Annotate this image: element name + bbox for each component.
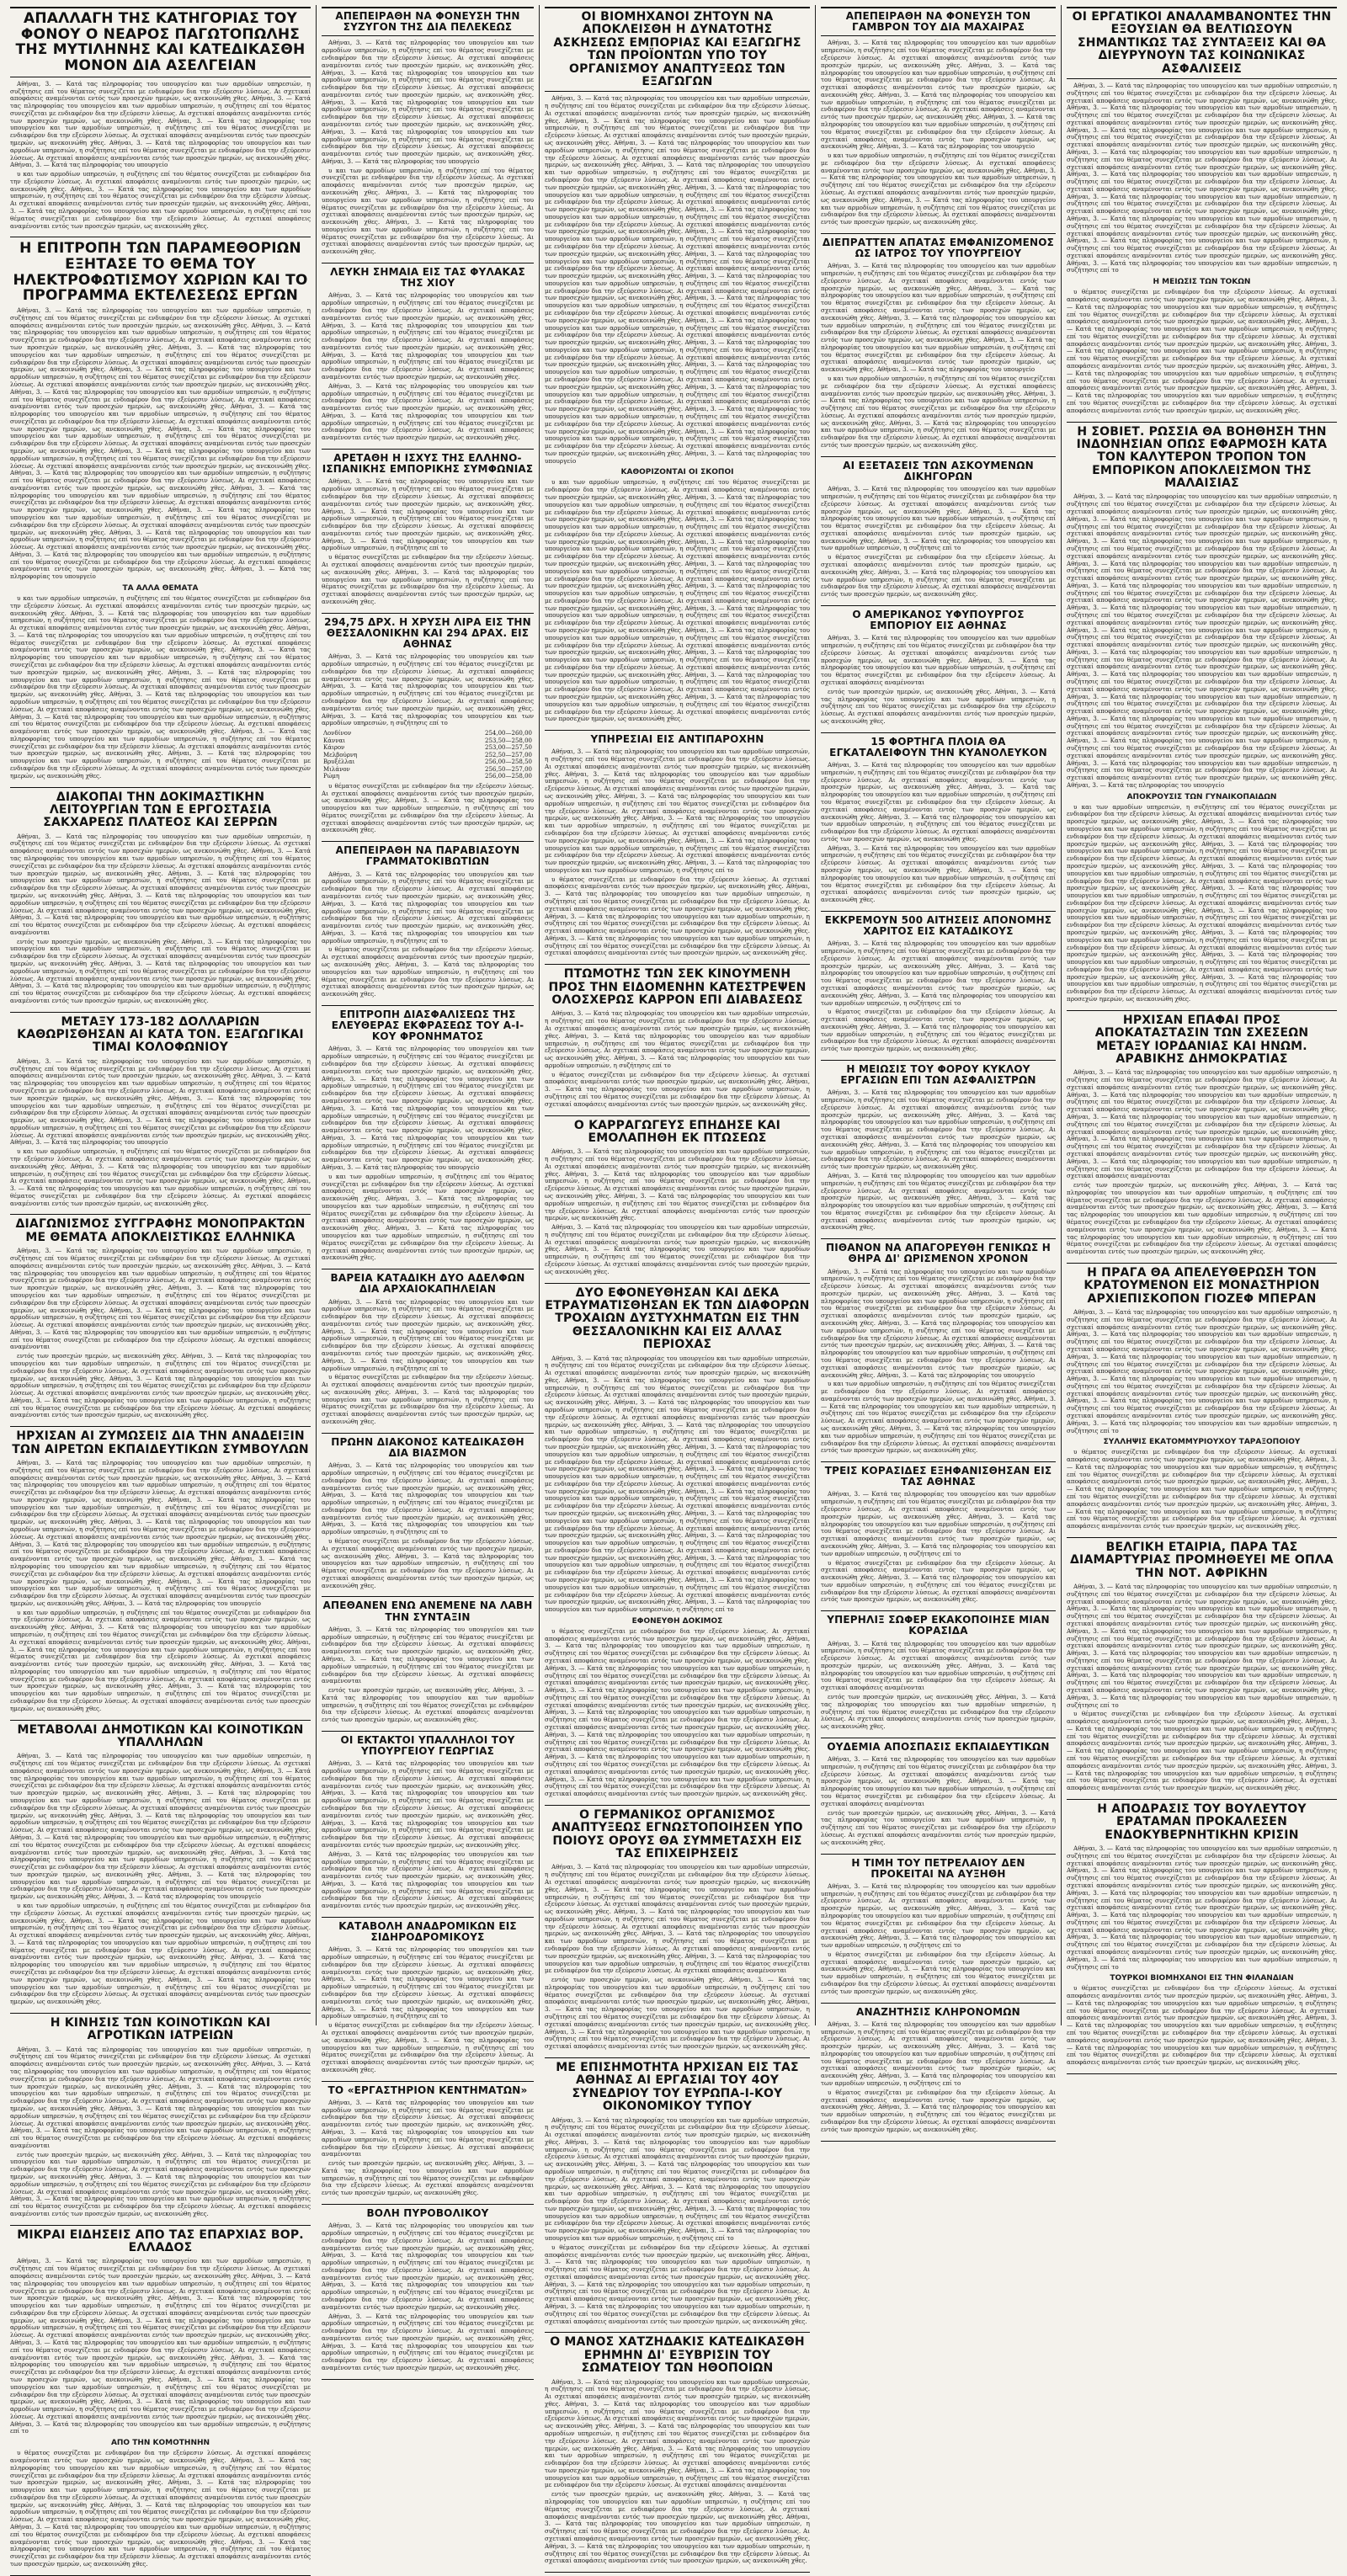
divider [821,732,1056,733]
article [322,1009,534,1262]
divider [821,2141,1056,2142]
article [821,7,1056,226]
article [821,1466,1056,1604]
article-body: Αθήναι, 3. — Κατά τας πληροφορίας του υπουργείου και των αρμοδίων υπηρεσιών, η συζήτησις επί του θέματος συνεχίζεται με ενδιαφέρον δια την εξεύρεσιν λύσεως. Αι σχετικαί αποφάσεις αναμένονται εντός των προσεχών ημερών, ως ανεκοινώθη χθες. Αθήναι, 3. — Κατά τας πληροφορίας του υπουργείου και των αρμοδίων υπηρεσιών, η συζήτησις επί του θέματος συνεχίζεται με ενδιαφέρον δια την εξεύρεσιν λύσεως. Αι σχετικαί αποφάσεις αναμένονται εντός των προσεχών ημερών, ως ανεκοινώθη χθες. Αθήναι, 3. — Κατά τας πληροφορίας του υπουργείου και των αρμοδίων υπηρεσιών, η συζήτησις επί το Λονδίνον 254,00—260,00 Κάνναι 253,50—258,00 Κάιρον 253,00—257,50 Μελβούρνη 252,50—257,00 Βρυξέλλαι 256,00—258,50 Μιλάνον 256,50—257,00 Ρώμη 256,00—258,00 υ θέματος συνεχίζεται με ενδιαφέρον δια την εξεύρεσιν λύσεως. Αι σχετικαί αποφάσεις αναμένονται εντός των προσεχών ημερών, ως ανεκοινώθη χθες. Αθήναι, 3. — Κατά τας πληροφορίας του υπουργείου και των αρμοδίων υπηρεσιών, η συζήτησις επί του θέματος συνεχίζεται με ενδιαφέρον δια την εξεύρεσιν λύσεως. Αι σχετικαί αποφάσεις αναμένονται εντός των προσεχών ημερών, ως ανεκοινώθη χθες. [322,652,534,834]
table-row [322,730,534,737]
divider [10,2013,311,2014]
divider [322,1005,534,1006]
table-row [322,752,534,759]
headline: Ο ΚΑΡΡΑΓΩΓΕΥΣ ΕΠΗΔΗΣΕ ΚΑΙ ΕΜΟΛΑΠΗΘΗ ΕΚ ΠΤΩΣΕΩΣ [573,1118,781,1145]
headline: ΔΥΟ ΕΦΟΝΕΥΘΗΣΑΝ ΚΑΙ ΔΕΚΑ ΕΤΡΑΥΜΑΤΙΣΘΗΣΑΝ ΕΚ ΤΩΝ ΔΙΑΦΟΡΩΝ ΤΡΟΧΑΙΩΝ ΔΥΣΤΥΧΗΜΑΤΩΝ ΕΙΣ ΤΗΝ ΘΕΣΣΑΛΟΝΙΚΗΝ ΚΑΙ ΕΙΣ ΑΛΛΑΣ ΠΕΡΙΟΧΑΣ [545,1285,810,1352]
article [821,1615,1056,1731]
article [322,1735,534,1910]
divider [821,1060,1056,1061]
divider [1067,2073,1337,2074]
headline: ΔΙΕΠΡΑΤΤΕΝ ΑΠΑΤΑΣ ΕΜΦΑΝΙΖΟΜΕΝΟΣ ΩΣ ΙΑΤΡΟΣ ΤΟΥ ΥΠΟΥΡΓΕΙΟΥ [822,236,1055,260]
divider [821,1461,1056,1462]
article [10,7,311,230]
table-row [322,773,534,780]
divider [10,1720,311,1721]
headline: Η ΠΡΑΓΑ ΘΑ ΑΠΕΛΕΥΘΕΡΩΣΗ ΤΟΝ ΚΡΑΤΟΥΜΕΝΟΝ ΕΙΣ ΜΟΝΑΣΤΗΡΙΟΝ ΑΡΧΙΕΠΙΣΚΟΠΟΝ ΓΙΟΖΕΦ ΜΠΕΡΑΝ [1083,1265,1320,1306]
article-body: Αθήναι, 3. — Κατά τας πληροφορίας του υπουργείου και των αρμοδίων υπηρεσιών, η συζήτησις επί του θέματος συνεχίζεται με ενδιαφέρον δια την εξεύρεσιν λύσεως. Αι σχετικαί αποφάσεις αναμένονται εντός των προσεχών ημερών, ως ανεκοινώθη χθες. Αθήναι, 3. — Κατά τας πληροφορίας του υπουργείου και των αρμοδίων υπηρεσιών, η συζήτησις επί του θέματος συνεχίζεται με ενδιαφέρον δια την εξεύρεσιν λύσεως. Αι σχετικαί αποφάσεις αναμένονται εντός των προσεχών ημερών, ως ανεκοινώθη χθες. Αθήναι, 3. — Κατά τας πληροφορίας του υπουργείου και των αρμοδίων υπηρεσιών, η συζήτησις επί του θέματος συνεχίζεται με ενδιαφέρον δια την εξεύρεσιν λύσεως. Αι σχετικαί αποφάσεις αναμένονται εντός των προσεχών ημερών, ως ανεκοινώθη χθες. Αθήναι, 3. — Κατά τας πληροφορίας του υπουργείου και των αρμοδίων υπηρεσιών, η συζήτησις επί του θέματος συνεχίζεται με ενδιαφέρον δια την εξεύρεσιν λύσεως. Αι σχετικαί αποφάσεις αναμένονται εντός των προσεχών ημερών, ως ανεκοινώθη χθες. Αθήναι, 3. — Κατά τας πληροφορίας του υπουργείου και των αρμοδίων υπηρεσιών, η συζήτησις επί του θέματος συνεχίζεται με ενδιαφέρον δια την εξεύρεσιν λύσεως. Αι σχετικαί αποφάσεις αναμένονται εντός των προσεχών ημερών, ως ανεκοινώθη χθες. [821,1088,1056,1232]
headline: ΑΝΑΖΗΤΗΣΙΣ ΚΛΗΡΟΝΟΜΩΝ [856,2005,1020,2018]
divider [1067,1537,1337,1538]
article-body: Αθήναι, 3. — Κατά τας πληροφορίας του υπουργείου και των αρμοδίων υπηρεσιών, η συζήτησις επί του θέματος συνεχίζεται με ενδιαφέρον δια την εξεύρεσιν λύσεως. Αι σχετικαί αποφάσεις αναμένονται εντός των προσεχών ημερών, ως ανεκοινώθη χθες. Αθήναι, 3. — Κατά τας πληροφορίας του υπουργείου και των αρμοδίων υπηρεσιών, η συζήτησις επί του θέματος συνεχίζεται με ενδιαφέρον δια την εξεύρεσιν λύσεως. Αι σχετικαί αποφάσεις αναμένονται εντός των προσεχών ημερών, ως ανεκοινώθη χθες. Αθήναι, 3. — Κατά τας πληροφορίας του υπουργείου και των αρμοδίων υπηρεσιών, η συζήτησις επί το υ θέματος συνεχίζεται με ενδιαφέρον δια την εξεύρεσιν λύσεως. Αι σχετικαί αποφάσεις αναμένονται εντός των προσεχών ημερών, ως ανεκοινώθη χθες. Αθήναι, 3. — Κατά τας πληροφορίας του υπουργείου και των αρμοδίων υπηρεσιών, η συζήτησις επί του θέματος συνεχίζεται με ενδιαφέρον δια την εξεύρεσιν λύσεως. Αι σχετικαί αποφάσεις αναμένονται εντός των προσεχών ημερών, ως ανεκοινώθη χθες. [322,1945,534,2073]
article [821,915,1056,1053]
article [821,2007,1056,2134]
divider [545,2572,810,2573]
article [821,460,1056,599]
article-body: Αθήναι, 3. — Κατά τας πληροφορίας του υπουργείου και των αρμοδίων υπηρεσιών, η συζήτησις επί του θέματος συνεχίζεται με ενδιαφέρον δια την εξεύρεσιν λύσεως. Αι σχετικαί αποφάσεις αναμένονται εντός των προσεχών ημερών, ως ανεκοινώθη χθες. Αθήναι, 3. — Κατά τας πληροφορίας του υπουργείου και των αρμοδίων υπηρεσιών, η συζήτησις επί του θέματος συνεχίζεται με ενδιαφέρον δια την εξεύρεσιν λύσεως. Αι σχετικαί αποφάσεις αναμένονται εντός των προσεχών ημερών, ως ανεκοινώθη χθες. Αθήναι, 3. — Κατά τας πληροφορίας του υπουργείου και των αρμοδίων υπηρεσιών, η συζήτησις επί το υ θέματος συνεχίζεται με ενδιαφέρον δια την εξεύρεσιν λύσεως. Αι σχετικαί αποφάσεις αναμένονται εντός των προσεχών ημερών, ως ανεκοινώθη χθες. Αθήναι, 3. — Κατά τας πληροφορίας του υπουργείου και των αρμοδίων υπηρεσιών, η συζήτησις επί του θέματος συνεχίζεται με ενδιαφέρον δια την εξεύρεσιν λύσεως. Αι σχετικαί αποφάσεις αναμένονται εντός των προσεχών ημερών, ως ανεκοινώθη χθες. [821,2020,1056,2133]
article [322,2208,534,2372]
divider [1067,1263,1337,1264]
article [1067,1014,1337,1256]
article-body: Αθήναι, 3. — Κατά τας πληροφορίας του υπουργείου και των αρμοδίων υπηρεσιών, η συζήτησις επί του θέματος συνεχίζεται με ενδιαφέρον δια την εξεύρεσιν λύσεως. Αι σχετικαί αποφάσεις αναμένονται εντός των προσεχών ημερών, ως ανεκοινώθη χθες. Αθήναι, 3. — Κατά τας πληροφορίας του υπουργείου και των αρμοδίων υπηρεσιών, η συζήτησις επί του θέματος συνεχίζεται με ενδιαφέρον δια την εξεύρεσιν λύσεως. Αι σχετικαί αποφάσεις αναμένονται εντός των προσεχών ημερών, ως ανεκοινώθη χθες. Αθήναι, 3. — Κατά τας πληροφορίας του υπουργείου και των αρμοδίων υπηρεσιών, η συζήτησις επί του θέματος συνεχίζεται με ενδιαφέρον δια την εξεύρεσιν λύσεως. Αι σχετικαί αποφάσεις αναμένονται εντός των προσεχών ημερών, ως ανεκοινώθη χθες. Αθήναι, 3. — Κατά τας πληροφορίας του υπουργείου και των αρμοδίων υπηρεσιών, η συζήτησις επί του θέματος συνεχίζεται με ενδιαφέρον δια την εξεύρεσιν λύσεως. Αι σχετικαί αποφάσεις αναμένονται εντός των προσεχών ημερών, ως ανεκοινώθη χθες. Αθήναι, 3. — Κατά τας πληροφορίας του υπουργείου και των αρμοδίων υπηρεσιών, η συζήτησις επί του θέματος συνεχίζεται με ενδιαφέρον δια την εξεύρεσιν λύσεως. Αι σχετικαί αποφάσεις αναμένονται εντός των προσεχών ημερών, ως ανεκοινώθη χθες. Αθήναι, 3. — Κατά τας πληροφορίας του υπουργείου και των αρμοδίων υπηρεσιών, η συζήτησις επί του θέματος συνεχίζεται με ενδιαφέρον δια την εξεύρεσιν λύσεως. Αι σχετικαί αποφάσεις αναμένονται εντός των προσεχών ημερών, ως ανεκοινώθη χθες. Αθήναι, 3. — Κατά τας πληροφορίας του υπουργείου και των αρμοδίων υπηρεσιών, η συζήτησις επί του θέματος συνεχίζεται με ενδιαφέρον δια την εξεύρεσιν λύσεως. Αι σχετικαί αποφάσεις αναμένονται εντός των προσεχών ημερών, ως ανεκοινώθη χθες. Αθήναι, 3. — Κατά τας πληροφορίας του υπουργείο υ και των αρμοδίων υπηρεσιών, η συζήτησις επί του θέματος συνεχίζεται με ενδιαφέρον δια την εξεύρεσιν λύσεως. Αι σχετικαί αποφάσεις αναμένονται εντός των προσεχών ημερών, ως ανεκοινώθη χθες. Αθήναι, 3. — Κατά τας πληροφορίας του υπουργείου και των αρμοδίων υπηρεσιών, η συζήτησις επί του θέματος συνεχίζεται με ενδιαφέρον δια την εξεύρεσιν λύσεως. Αι σχετικαί αποφάσεις αναμένονται εντός των προσεχών ημερών, ως ανεκοινώθη χθες. Αθήναι, 3. — Κατά τας πληροφορίας του υπουργείου και των αρμοδίων υπηρεσιών, η συζήτησις επί του θέματος συνεχίζεται με ενδιαφέρον δια την εξεύρεσιν λύσεως. Αι σχετικαί αποφάσεις αναμένονται εντός των προσεχών ημερών, ως ανεκοινώθη χθες. Αθήναι, 3. — Κατά τας πληροφορίας του υπουργείου και των αρμοδίων υπηρεσιών, η συζήτησις επί του θέματος συνεχίζεται με ενδιαφέρον δια την εξεύρεσιν λύσεως. Αι σχετικαί αποφάσεις αναμένονται εντός των προσεχών ημερών, ως ανεκοινώθη χθες. Αθήναι, 3. — Κατά τας πληροφορίας του υπουργείου και των αρμοδίων υπηρεσιών, η συζήτησις επί του θέματος συνεχίζεται με ενδιαφέρον δια την εξεύρεσιν λύσεως. Αι σχετικαί αποφάσεις αναμένονται εντός των προσεχών ημερών, ως ανεκοινώθη χθες. [10,1752,311,2006]
article [545,968,810,1108]
divider [10,1214,311,1215]
article [322,1273,534,1426]
article [10,2229,311,2568]
article [545,1120,810,1276]
article [545,734,810,957]
article-body: Αθήναι, 3. — Κατά τας πληροφορίας του υπουργείου και των αρμοδίων υπηρεσιών, η συζήτησις επί του θέματος συνεχίζεται με ενδιαφέρον δια την εξεύρεσιν λύσεως. Αι σχετικαί αποφάσεις αναμένονται εντός των προσεχών ημερών, ως ανεκοινώθη χθες. Αθήναι, 3. — Κατά τας πληροφορίας του υπουργείου και των αρμοδίων υπηρεσιών, η συζήτησις επί του θέματος συνεχίζεται με ενδιαφέρον δια την εξεύρεσιν λύσεως. Αι σχετικαί αποφάσεις αναμένονται εντός των προσεχών ημερών, ως ανεκοινώθη χθες. Αθήναι, 3. — Κατά τας πληροφορίας του υπουργείου και των αρμοδίων υπηρεσιών, η συζήτησις επί του θέματος συνεχίζεται με ενδιαφέρον δια την εξεύρεσιν λύσεως. Αι σχετικαί αποφάσεις αναμένονται εντός των προσεχών ημερών, ως ανεκοινώθη χθες. Αθήναι, 3. — Κατά τας πληροφορίας του υπουργείου και των αρμοδίων υπηρεσιών, η συζήτησις επί του θέματος συνεχίζεται με ενδιαφέρον δια την εξεύρεσιν λύσεως. Αι σχετικαί αποφάσεις αναμένονται εντός των προσεχών ημερών, ως ανεκοινώθη χθες. Αθήναι, 3. — Κατά τας πληροφορίας του υπουργείου και των αρμοδίων υπηρεσιών, η συζήτησις επί του θέματος συνεχίζεται με ενδιαφέρον δια την εξεύρεσιν λύσεως. Αι σχετικαί αποφάσεις αναμένονται εντός των προσεχών ημερών, ως ανεκοινώθη χθες. Αθήναι, 3. — Κατά τας πληροφορίας του υπουργείου και των αρμοδίων υπηρεσιών, η συζήτησις επί του θέματος συνεχίζεται με ενδιαφέρον δια την εξεύρεσιν λύσεως. Αι σχετικαί αποφάσεις αναμένονται εντός των προσεχών ημερών, ως ανεκοινώθη χθες. Αθήναι, 3. — Κατά τας πληροφορίας του υπουργείου και των αρμοδίων υπηρεσιών, η συζήτησις επί του θέματος συνεχίζεται με ενδιαφέρον δια την εξεύρεσιν λύσεως. Αι σχετικαί αποφάσεις αναμένονται εντός των προσεχών ημερών, ως ανεκοινώθη χθες. Αθήναι, 3. — Κατά τας πληροφορίας του υπουργείου και των αρμοδίων υπηρεσιών, η συζήτησις επί του θέματος συνεχίζεται με ενδιαφέρον δια την εξεύρεσιν λύσεως. Αι σχετικαί αποφάσεις αναμένονται εντός των προσεχών ημερών, ως ανεκοινώθη χθες. Αθήναι, 3. — Κατά τας πληροφορίας του υπουργείου και των αρμοδίων υπηρεσιών, η συζήτησις επί του θέματος συνεχίζεται με ενδιαφέρον δια την εξεύρεσιν λύσεως. Αι σχετικαί αποφάσεις αναμένονται εντός των προσεχών ημερών, ως ανεκοινώθη χθες. Αθήναι, 3. — Κατά τας πληροφορίας του υπουργείου και των αρμοδίων υπηρεσιών, η συζήτησις επί του θέματος συνεχίζεται με ενδιαφέρον δια την εξεύρεσιν λύσεως. Αι σχετικαί αποφάσεις αναμένονται εντός των προσεχών ημερών, ως ανεκοινώθη χθες. Αθήναι, 3. — Κατά τας πληροφορίας του υπουργείου και των αρμοδίων υπηρεσιών, η συζήτησις επί του θέματος συνεχίζεται με ενδιαφέρον δια την εξεύρεσιν λύσεως. Αι σχετικαί αποφάσεις αναμένονται εντός των προσεχών ημερών, ως ανεκοινώθη χθες. Αθήναι, 3. — Κατά τας πληροφορίας του υπουργείου και των αρμοδίων υπηρεσιών, η συζήτησις επί του θέματος συνεχίζεται με ενδιαφέρον δια την εξεύρεσιν λύσεως. Αι σχετικαί αποφάσεις αναμένονται εντός των προσεχών ημερών, ως ανεκοινώθη χθες. Αθήναι, 3. — Κατά τας πληροφορίας του υπουργείου και των αρμοδίων υπηρεσιών, η συζήτησις επί του θέματος συνεχίζεται με ενδιαφέρον δια την εξεύρεσιν λύσεως. Αι σχετικαί αποφάσεις αναμένονται εντός των προσεχών ημερών, ως ανεκοινώθη χθες. Αθήναι, 3. — Κατά τας πληροφορίας του υπουργείο ΤΑ ΑΛΛΑ ΘΕΜΑΤΑ υ και των αρμοδίων υπηρεσιών, η συζήτησις επί του θέματος συνεχίζεται με ενδιαφέρον δια την εξεύρεσιν λύσεως. Αι σχετικαί αποφάσεις αναμένονται εντός των προσεχών ημερών, ως ανεκοινώθη χθες. Αθήναι, 3. — Κατά τας πληροφορίας του υπουργείου και των αρμοδίων υπηρεσιών, η συζήτησις επί του θέματος συνεχίζεται με ενδιαφέρον δια την εξεύρεσιν λύσεως. Αι σχετικαί αποφάσεις αναμένονται εντός των προσεχών ημερών, ως ανεκοινώθη χθες. Αθήναι, 3. — Κατά τας πληροφορίας του υπουργείου και των αρμοδίων υπηρεσιών, η συζήτησις επί του θέματος συνεχίζεται με ενδιαφέρον δια την εξεύρεσιν λύσεως. Αι σχετικαί αποφάσεις αναμένονται εντός των προσεχών ημερών, ως ανεκοινώθη χθες. Αθήναι, 3. — Κατά τας πληροφορίας του υπουργείου και των αρμοδίων υπηρεσιών, η συζήτησις επί του θέματος συνεχίζεται με ενδιαφέρον δια την εξεύρεσιν λύσεως. Αι σχετικαί αποφάσεις αναμένονται εντός των προσεχών ημερών, ως ανεκοινώθη χθες. Αθήναι, 3. — Κατά τας πληροφορίας του υπουργείου και των αρμοδίων υπηρεσιών, η συζήτησις επί του θέματος συνεχίζεται με ενδιαφέρον δια την εξεύρεσιν λύσεως. Αι σχετικαί αποφάσεις αναμένονται εντός των προσεχών ημερών, ως ανεκοινώθη χθες. Αθήναι, 3. — Κατά τας πληροφορίας του υπουργείου και των αρμοδίων υπηρεσιών, η συζήτησις επί του θέματος συνεχίζεται με ενδιαφέρον δια την εξεύρεσιν λύσεως. Αι σχετικαί αποφάσεις αναμένονται εντός των προσεχών ημερών, ως ανεκοινώθη χθες. Αθήναι, 3. — Κατά τας πληροφορίας του υπουργείου και των αρμοδίων υπηρεσιών, η συζήτησις επί του θέματος συνεχίζεται με ενδιαφέρον δια την εξεύρεσιν λύσεως. Αι σχετικαί αποφάσεις αναμένονται εντός των προσεχών ημερών, ως ανεκοινώθη χθες. Αθήναι, 3. — Κατά τας πληροφορίας του υπουργείου και των αρμοδίων υπηρεσιών, η συζήτησις επί του θέματος συνεχίζεται με ενδιαφέρον δια την εξεύρεσιν λύσεως. Αι σχετικαί αποφάσεις αναμένονται εντός των προσεχών ημερών, ως ανεκοινώθη χθες. Αθήναι, 3. — Κατά τας πληροφορίας του υπουργείου και των αρμοδίων υπηρεσιών, η συζήτησις επί του θέματος συνεχίζεται με ενδιαφέρον δια την εξεύρεσιν λύσεως. Αι σχετικαί αποφάσεις αναμένονται εντός των προσεχών ημερών, ως ανεκοινώθη χθες. [10,306,311,780]
headline: ΑΠΕΠΕΙΡΑΘΗ ΝΑ ΦΟΝΕΥΣΗ ΤΟΝ ΓΑΜΒΡΟΝ ΤΟΥ ΔΙΑ ΜΑΧΑΙΡΑΣ [821,7,1056,36]
headline: ΑΠΕΠΕΙΡΑΘΗ ΝΑ ΦΟΝΕΥΣΗ ΤΗΝ ΣΥΖΥΓΟΝ ΤΗΣ ΔΙΑ ΠΕΛΕΚΕΩΣ [322,7,534,36]
article [545,1287,810,1798]
headline: ΔΙΑΓΩΝΙΣΜΟΣ ΣΥΓΓΡΑΦΗΣ ΜΟΝΟΠΡΑΚΤΩΝ ΜΕ ΘΕΜΑΤΑ ΑΠΟΚΛΕΙΣΤΙΚΩΣ ΕΛΛΗΝΙΚΑ [15,1217,306,1244]
divider [545,2332,810,2333]
article [322,7,534,256]
headline: Η ΤΙΜΗ ΤΟΥ ΠΕΤΡΕΛΑΙΟΥ ΔΕΝ ΠΡΟΚΕΙΤΑΙ ΝΑ ΑΥΞΗΘΗ [851,1856,1025,1880]
article-body: Αθήναι, 3. — Κατά τας πληροφορίας του υπουργείου και των αρμοδίων υπηρεσιών, η συζήτησις επί του θέματος συνεχίζεται με ενδιαφέρον δια την εξεύρεσιν λύσεως. Αι σχετικαί αποφάσεις αναμένονται εντός των προσεχών ημερών, ως ανεκοινώθη χθες. Αθήναι, 3. — Κατά τας πληροφορίας του υπουργείου και των αρμοδίων υπηρεσιών, η συζήτησις επί του θέματος συνεχίζεται με ενδιαφέρον δια την εξεύρεσιν λύσεως. Αι σχετικαί αποφάσεις αναμένονται εντός των προσεχών ημερών, ως ανεκοινώθη χθες. Αθήναι, 3. — Κατά τας πληροφορίας του υπουργείου και των αρμοδίων υπηρεσιών, η συζήτησις επί του θέματος συνεχίζεται με ενδιαφέρον δια την εξεύρεσιν λύσεως. Αι σχετικαί αποφάσεις αναμένονται εντός των προσεχών ημερών, ως ανεκοινώθη χθες. Αθήναι, 3. — Κατά τας πληροφορίας του υπουργείου και των αρμοδίων υπηρεσιών, η συζήτησις επί του θέματος συνεχίζεται με ενδιαφέρον δια την εξεύρεσιν λύσεως. Αι σχετικαί αποφάσεις αναμένονται εντός των προσεχών ημερών, ως ανεκοινώθη χθες. Αθήναι, 3. — Κατά τας πληροφορίας του υπουργείο υ και των αρμοδίων υπηρεσιών, η συζήτησις επί του θέματος συνεχίζεται με ενδιαφέρον δια την εξεύρεσιν λύσεως. Αι σχετικαί αποφάσεις αναμένονται εντός των προσεχών ημερών, ως ανεκοινώθη χθες. Αθήναι, 3. — Κατά τας πληροφορίας του υπουργείου και των αρμοδίων υπηρεσιών, η συζήτησις επί του θέματος συνεχίζεται με ενδιαφέρον δια την εξεύρεσιν λύσεως. Αι σχετικαί αποφάσεις αναμένονται εντός των προσεχών ημερών, ως ανεκοινώθη χθες. Αθήναι, 3. — Κατά τας πληροφορίας του υπουργείου και των αρμοδίων υπηρεσιών, η συζήτησις επί του θέματος συνεχίζεται με ενδιαφέρον δια την εξεύρεσιν λύσεως. Αι σχετικαί αποφάσεις αναμένονται εντός των προσεχών ημερών, ως ανεκοινώθη χθες. [821,262,1056,450]
article-body: Αθήναι, 3. — Κατά τας πληροφορίας του υπουργείου και των αρμοδίων υπηρεσιών, η συζήτησις επί του θέματος συνεχίζεται με ενδιαφέρον δια την εξεύρεσιν λύσεως. Αι σχετικαί αποφάσεις αναμένονται εντός των προσεχών ημερών, ως ανεκοινώθη χθες. Αθήναι, 3. — Κατά τας πληροφορίας του υπουργείου και των αρμοδίων υπηρεσιών, η συζήτησις επί του θέματος συνεχίζεται με ενδιαφέρον δια την εξεύρεσιν λύσεως. Αι σχετικαί αποφάσεις αναμένονται εντός των προσεχών ημερών, ως ανεκοινώθη χθες. Αθήναι, 3. — Κατά τας πληροφορίας του υπουργείου και των αρμοδίων υπηρεσιών, η συζήτησις επί του θέματος συνεχίζεται με ενδιαφέρον δια την εξεύρεσιν λύσεως. Αι σχετικαί αποφάσεις αναμένονται εντός των προσεχών ημερών, ως ανεκοινώθη χθες. [821,1755,1056,1846]
headline: Η ΜΕΙΩΣΙΣ ΤΟΥ ΦΟΡΟΥ ΚΥΚΛΟΥ ΕΡΓΑΣΙΩΝ ΕΠΙ ΤΩΝ ΑΣΦΑΛΙΣΤΡΩΝ [840,1062,1036,1087]
article [1067,426,1337,1003]
article [10,1724,311,2006]
headline: ΥΠΕΡΗΛΙΞ ΣΩΦΕΡ ΕΚΑΚΟΠΟΙΗΣΕ ΜΙΑΝ ΚΟΡΑΣΙΔΑ [827,1614,1050,1637]
divider [1067,1799,1337,1800]
headline: ΚΑΤΑΒΟΛΗ ΑΝΑΔΡΟΜΙΚΩΝ ΕΙΣ ΣΙΔΗΡΟΔΡΟΜΙΚΟΥΣ [338,1919,517,1944]
headline: Η ΣΟΒΙΕΤ. ΡΩΣΣΙΑ ΘΑ ΒΟΗΘΗΣΗ ΤΗΝ ΙΝΔΟΝΗΣΙΑΝ ΟΠΩΣ ΕΦΑΡΜΟΣΗ ΚΑΤΑ ΤΟΝ ΚΑΛΥΤΕΡΟΝ ΤΡΟΠΟΝ ΤΟΝ ΕΜΠΟΡΙΚΟΝ ΑΠΟΚΛΕΙΣΜΟΝ ΤΗΣ ΜΑΛΑΙΣΙΑΣ [1076,424,1328,491]
headline: 294,75 ΔΡΧ. Η ΧΡΥΣΗ ΛΙΡΑ ΕΙΣ ΤΗΝ ΘΕΣΣΑΛΟΝΙΚΗΝ ΚΑΙ 294 ΔΡΑΧ. ΕΙΣ ΑΘΗΝΑΣ [324,615,531,651]
divider [322,2081,534,2082]
headline: ΥΠΗΡΕΣΙΑΙ ΕΙΣ ΑΝΤΙΠΑΡΟΧΗΝ [590,733,764,746]
price-cell: 256,50—257,00 [485,765,532,773]
article-body: Αθήναι, 3. — Κατά τας πληροφορίας του υπουργείου και των αρμοδίων υπηρεσιών, η συζήτησις επί του θέματος συνεχίζεται με ενδιαφέρον δια την εξεύρεσιν λύσεως. Αι σχετικαί αποφάσεις αναμένονται εντός των προσεχών ημερών, ως ανεκοινώθη χθες. Αθήναι, 3. — Κατά τας πληροφορίας του υπουργείου και των αρμοδίων υπηρεσιών, η συζήτησις επί του θέματος συνεχίζεται με ενδιαφέρον δια την εξεύρεσιν λύσεως. Αι σχετικαί αποφάσεις αναμένονται εντός των προσεχών ημερών, ως ανεκοινώθη χθες. Αθήναι, 3. — Κατά τας πληροφορίας του υπουργείου και των αρμοδίων υπηρεσιών, η συζήτησις επί του θέματος συνεχίζεται με ενδιαφέρον δια την εξεύρεσιν λύσεως. Αι σχετικαί αποφάσεις αναμένονται εντός των προσεχών ημερών, ως ανεκοινώθη χθες. Αθήναι, 3. — Κατά τας πληροφορίας του υπουργείου και των αρμοδίων υπηρεσιών, η συζήτησις επί του θέματος συνεχίζεται με ενδιαφέρον δια την εξεύρεσιν λύσεως. Αι σχετικαί αποφάσεις αναμένονται εντός των προσεχών ημερών, ως ανεκοινώθη χθες. Αθήναι, 3. — Κατά τας πληροφορίας του υπουργείου και των αρμοδίων υπηρεσιών, η συζήτησις επί του θέματος συνεχίζεται με ενδιαφέρον δια την εξεύρεσιν λύσεως. Αι σχετικαί αποφάσεις αναμένονται εντός των προσεχών ημερών, ως ανεκοινώθη χθες. Αθήναι, 3. — Κατά τας πληροφορίας του υπουργείου και των αρμοδίων υπηρεσιών, η συζήτησις επί το υ θέματος συνεχίζεται με ενδιαφέρον δια την εξεύρεσιν λύσεως. Αι σχετικαί αποφάσεις αναμένονται εντός των προσεχών ημερών, ως ανεκοινώθη χθες. Αθήναι, 3. — Κατά τας πληροφορίας του υπουργείου και των αρμοδίων υπηρεσιών, η συζήτησις επί του θέματος συνεχίζεται με ενδιαφέρον δια την εξεύρεσιν λύσεως. Αι σχετικαί αποφάσεις αναμένονται εντός των προσεχών ημερών, ως ανεκοινώθη χθες. Αθήναι, 3. — Κατά τας πληροφορίας του υπουργείου και των αρμοδίων υπηρεσιών, η συζήτησις επί του θέματος συνεχίζεται με ενδιαφέρον δια την εξεύρεσιν λύσεως. Αι σχετικαί αποφάσεις αναμένονται εντός των προσεχών ημερών, ως ανεκοινώθη χθες. Αθήναι, 3. — Κατά τας πληροφορίας του υπουργείου και των αρμοδίων υπηρεσιών, η συζήτησις επί του θέματος συνεχίζεται με ενδιαφέρον δια την εξεύρεσιν λύσεως. Αι σχετικαί αποφάσεις αναμένονται εντός των προσεχών ημερών, ως ανεκοινώθη χθες. [1067,1583,1337,1792]
headline: ΒΑΡΕΙΑ ΚΑΤΑΔΙΚΗ ΔΥΟ ΑΔΕΛΦΩΝ ΔΙΑ ΑΡΧΑΙΟΚΑΠΗΛΕΙΑΝ [330,1272,525,1296]
article-body: Αθήναι, 3. — Κατά τας πληροφορίας του υπουργείου και των αρμοδίων υπηρεσιών, η συζήτησις επί του θέματος συνεχίζεται με ενδιαφέρον δια την εξεύρεσιν λύσεως. Αι σχετικαί αποφάσεις αναμένονται εντός των προσεχών ημερών, ως ανεκοινώθη χθες. Αθήναι, 3. — Κατά τας πληροφορίας του υπουργείου και των αρμοδίων υπηρεσιών, η συζήτησις επί του θέματος συνεχίζεται με ενδιαφέρον δια την εξεύρεσιν λύσεως. Αι σχετικαί αποφάσεις αναμένονται εντός των προσεχών ημερών, ως ανεκοινώθη χθες. Αθήναι, 3. — Κατά τας πληροφορίας του υπουργείου και των αρμοδίων υπηρεσιών, η συζήτησις επί του θέματος συνεχίζεται με ενδιαφέρον δια την εξεύρεσιν λύσεως. Αι σχετικαί αποφάσεις αναμένονται εντός των προσεχών ημερών, ως ανεκοινώθη χθες. Αθήναι, 3. — Κατά τας πληροφορίας του υπουργείου και των αρμοδίων υπηρεσιών, η συζήτησις επί του θέματος συνεχίζεται με ενδιαφέρον δια την εξεύρεσιν λύσεως. Αι σχετικαί αποφάσεις αναμένονται εντός των προσεχών ημερών, ως ανεκοινώθη χθες. Αθήναι, 3. — Κατά τας πληροφορίας του υπουργείου και των αρμοδίων υπηρεσιών, η συζήτησις επί του θέματος συνεχίζεται με ενδιαφέρον δια την εξεύρεσιν λύσεως. Αι σχετικαί αποφάσεις αναμένονται εντός των προσεχών ημερών, ως ανεκοινώθη χθες. Αθήναι, 3. — Κατά τας πληροφορίας του υπουργείου και των αρμοδίων υπηρεσιών, η συζήτησις επί του θέματος συνεχίζεται με ενδιαφέρον δια την εξεύρεσιν λύσεως. Αι σχετικαί αποφάσεις αναμένονται εντός των προσεχών ημερών, ως ανεκοινώθη χθες. Αθήναι, 3. — Κατά τας πληροφορίας του υπουργείου και των αρμοδίων υπηρεσιών, η συζήτησις επί του θέματος συνεχίζεται με ενδιαφέρον δια την εξεύρεσιν λύσεως. Αι σχετικαί αποφάσεις αναμένονται εντός των προσεχών ημερών, ως ανεκοινώθη χθες. Αθήναι, 3. — Κατά τας πληροφορίας του υπουργείου και των αρμοδίων υπηρεσιών, η συζήτησις επί του θέματος συνεχίζεται με ενδιαφέρον δια την εξεύρεσιν λύσεως. Αι σχετικαί αποφάσεις αναμένονται εντός των προσεχών ημερών, ως ανεκοινώθη χθες. [545,2377,810,2565]
headline: ΑΠΕΠΕΙΡΑΘΗ ΝΑ ΠΑΡΑΒΙΑΣΟΥΝ ΓΡΑΜΜΑΤΟΚΙΒΩΤΙΩΝ [335,844,520,868]
article-body: Αθήναι, 3. — Κατά τας πληροφορίας του υπουργείου και των αρμοδίων υπηρεσιών, η συζήτησις επί του θέματος συνεχίζεται με ενδιαφέρον δια την εξεύρεσιν λύσεως. Αι σχετικαί αποφάσεις αναμένονται εντός των προσεχών ημερών, ως ανεκοινώθη χθες. Αθήναι, 3. — Κατά τας πληροφορίας του υπουργείου και των αρμοδίων υπηρεσιών, η συζήτησις επί του θέματος συνεχίζεται με ενδιαφέρον δια την εξεύρεσιν λύσεως. Αι σχετικαί αποφάσεις αναμένονται εντός των προσεχών ημερών, ως ανεκοινώθη χθες. Αθήναι, 3. — Κατά τας πληροφορίας του υπουργείου και των αρμοδίων υπηρεσιών, η συζήτησις επί του θέματος συνεχίζεται με ενδιαφέρον δια την εξεύρεσιν λύσεως. Αι σχετικαί αποφάσεις αναμένονται εντός των προσεχών ημερών, ως ανεκοινώθη χθες. Αθήναι, 3. — Κατά τας πληροφορίας του υπουργείου και των αρμοδίων υπηρεσιών, η συζήτησις επί του θέματος συνεχίζεται με ενδιαφέρον δια την εξεύρεσιν λύσεως. Αι σχετικαί αποφάσεις αναμένονται εντός των προσεχών ημερών, ως ανεκοινώθη χθες. Αθήναι, 3. — Κατά τας πληροφορίας του υπουργείου και των αρμοδίων υπηρεσιών, η συζήτησις επί του θέματος συνεχίζεται με ενδιαφέρον δια την εξεύρεσιν λύσεως. Αι σχετικαί αποφάσεις αναμένονται εντός των προσεχών ημερών, ως ανεκοινώθη χθες. Αθήναι, 3. — Κατά τας πληροφορίας του υπουργείου και των αρμοδίων υπηρεσιών, η συζήτησις επί του θέματος συνεχίζεται με ενδιαφέρον δια την εξεύρεσιν λύσεως. Αι σχετικαί αποφάσεις αναμένονται εντός των προσεχών ημερών, ως ανεκοινώθη χθες. Αθήναι, 3. — Κατά τας πληροφορίας του υπουργείου και των αρμοδίων υπηρεσιών, η συζήτησις επί του θέματος συνεχίζεται με ενδιαφέρον δια την εξεύρεσιν λύσεως. Αι σχετικαί αποφάσεις αναμένονται εντός των προσεχών ημερών, ως ανεκοινώθη χθες. Αθήναι, 3. — Κατά τας πληροφορίας του υπουργείου και των αρμοδίων υπηρεσιών, η συζήτησις επί του θέματος συνεχίζεται με ενδιαφέρον δια την εξεύρεσιν λύσεως. Αι σχετικαί αποφάσεις αναμένονται εντός των προσεχών ημερών, ως ανεκοινώθη χθες. [10,1247,311,1419]
article-body: Αθήναι, 3. — Κατά τας πληροφορίας του υπουργείου και των αρμοδίων υπηρεσιών, η συζήτησις επί του θέματος συνεχίζεται με ενδιαφέρον δια την εξεύρεσιν λύσεως. Αι σχετικαί αποφάσεις αναμένονται εντός των προσεχών ημερών, ως ανεκοινώθη χθες. Αθήναι, 3. — Κατά τας πληροφορίας του υπουργείου και των αρμοδίων υπηρεσιών, η συζήτησις επί του θέματος συνεχίζεται με ενδιαφέρον δια την εξεύρεσιν λύσεως. Αι σχετικαί αποφάσεις αναμένονται εντός των προσεχών ημερών, ως ανεκοινώθη χθες. Αθήναι, 3. — Κατά τας πληροφορίας του υπουργείου και των αρμοδίων υπηρεσιών, η συζήτησις επί του θέματος συνεχίζεται με ενδιαφέρον δια την εξεύρεσιν λύσεως. Αι σχετικαί αποφάσεις αναμένονται εντός των προσεχών ημερών, ως ανεκοινώθη χθες. Αθήναι, 3. — Κατά τας πληροφορίας του υπουργείου και των αρμοδίων υπηρεσιών, η συζήτησις επί του θέματος συνεχίζεται με ενδιαφέρον δια την εξεύρεσιν λύσεως. Αι σχετικαί αποφάσεις αναμένονται εντός των προσεχών ημερών, ως ανεκοινώθη χθες. Αθήναι, 3. — Κατά τας πληροφορίας του υπουργείου και των αρμοδίων υπηρεσιών, η συζήτησις επί του θέματος συνεχίζεται με ενδιαφέρον δια την εξεύρεσιν λύσεως. Αι σχετικαί αποφάσεις αναμένονται εντός των προσεχών ημερών, ως ανεκοινώθη χθες. Αθήναι, 3. — Κατά τας πληροφορίας του υπουργείου και των αρμοδίων υπηρεσιών, η συζήτησις επί του θέματος συνεχίζεται με ενδιαφέρον δια την εξεύρεσιν λύσεως. Αι σχετικαί αποφάσεις αναμένονται εντός των προσεχών ημερών, ως ανεκοινώθη χθες. Αθήναι, 3. — Κατά τας πληροφορίας του υπουργείου και των αρμοδίων υπηρεσιών, η συζήτησις επί του θέματος συνεχίζεται με ενδιαφέρον δια την εξεύρεσιν λύσεως. Αι σχετικαί αποφάσεις αναμένονται εντός των προσεχών ημερών, ως ανεκοινώθη χθες. Αθήναι, 3. — Κατά τας πληροφορίας του υπουργείου και των αρμοδίων υπηρεσιών, η συζήτησις επί του θέματος συνεχίζεται με ενδιαφέρον δια την εξεύρεσιν λύσεως. Αι σχετικαί αποφάσεις αναμένονται εντός των προσεχών ημερών, ως ανεκοινώθη χθες. Αθήναι, 3. — Κατά τας πληροφορίας του υπουργείου και των αρμοδίων υπηρεσιών, η συζήτησις επί το ΑΠΟ ΤΗΝ ΚΟΜΟΤΗΝΗΝ υ θέματος συνεχίζεται με ενδιαφέρον δια την εξεύρεσιν λύσεως. Αι σχετικαί αποφάσεις αναμένονται εντός των προσεχών ημερών, ως ανεκοινώθη χθες. Αθήναι, 3. — Κατά τας πληροφορίας του υπουργείου και των αρμοδίων υπηρεσιών, η συζήτησις επί του θέματος συνεχίζεται με ενδιαφέρον δια την εξεύρεσιν λύσεως. Αι σχετικαί αποφάσεις αναμένονται εντός των προσεχών ημερών, ως ανεκοινώθη χθες. Αθήναι, 3. — Κατά τας πληροφορίας του υπουργείου και των αρμοδίων υπηρεσιών, η συζήτησις επί του θέματος συνεχίζεται με ενδιαφέρον δια την εξεύρεσιν λύσεως. Αι σχετικαί αποφάσεις αναμένονται εντός των προσεχών ημερών, ως ανεκοινώθη χθες. Αθήναι, 3. — Κατά τας πληροφορίας του υπουργείου και των αρμοδίων υπηρεσιών, η συζήτησις επί του θέματος συνεχίζεται με ενδιαφέρον δια την εξεύρεσιν λύσεως. Αι σχετικαί αποφάσεις αναμένονται εντός των προσεχών ημερών, ως ανεκοινώθη χθες. Αθήναι, 3. — Κατά τας πληροφορίας του υπουργείου και των αρμοδίων υπηρεσιών, η συζήτησις επί του θέματος συνεχίζεται με ενδιαφέρον δια την εξεύρεσιν λύσεως. Αι σχετικαί αποφάσεις αναμένονται εντός των προσεχών ημερών, ως ανεκοινώθη χθες. Αθήναι, 3. — Κατά τας πληροφορίας του υπουργείου και των αρμοδίων υπηρεσιών, η συζήτησις επί του θέματος συνεχίζεται με ενδιαφέρον δια την εξεύρεσιν λύσεως. Αι σχετικαί αποφάσεις αναμένονται εντός των προσεχών ημερών, ως ανεκοινώθη χθες. [10,2257,311,2568]
city-cell: Ρώμη [323,773,340,780]
article [322,617,534,835]
price-cell: 253,50—258,00 [485,737,532,744]
article-body: Αθήναι, 3. — Κατά τας πληροφορίας του υπουργείου και των αρμοδίων υπηρεσιών, η συζήτησις επί του θέματος συνεχίζεται με ενδιαφέρον δια την εξεύρεσιν λύσεως. Αι σχετικαί αποφάσεις αναμένονται εντός των προσεχών ημερών, ως ανεκοινώθη χθες. Αθήναι, 3. — Κατά τας πληροφορίας του υπουργείου και των αρμοδίων υπηρεσιών, η συζήτησις επί του θέματος συνεχίζεται με ενδιαφέρον δια την εξεύρεσιν λύσεως. Αι σχετικαί αποφάσεις αναμένονται εντός των προσεχών ημερών, ως ανεκοινώθη χθες. Αθήναι, 3. — Κατά τας πληροφορίας του υπουργείου και των αρμοδίων υπηρεσιών, η συζήτησις επί το υ θέματος συνεχίζεται με ενδιαφέρον δια την εξεύρεσιν λύσεως. Αι σχετικαί αποφάσεις αναμένονται εντός των προσεχών ημερών, ως ανεκοινώθη χθες. Αθήναι, 3. — Κατά τας πληροφορίας του υπουργείου και των αρμοδίων υπηρεσιών, η συζήτησις επί του θέματος συνεχίζεται με ενδιαφέρον δια την εξεύρεσιν λύσεως. Αι σχετικαί αποφάσεις αναμένονται εντός των προσεχών ημερών, ως ανεκοινώθη χθες. [545,1009,810,1108]
article-body: Αθήναι, 3. — Κατά τας πληροφορίας του υπουργείου και των αρμοδίων υπηρεσιών, η συζήτησις επί του θέματος συνεχίζεται με ενδιαφέρον δια την εξεύρεσιν λύσεως. Αι σχετικαί αποφάσεις αναμένονται εντός των προσεχών ημερών, ως ανεκοινώθη χθες. Αθήναι, 3. — Κατά τας πληροφορίας του υπουργείου και των αρμοδίων υπηρεσιών, η συζήτησις επί του θέματος συνεχίζεται με ενδιαφέρον δια την εξεύρεσιν λύσεως. Αι σχετικαί αποφάσεις αναμένονται εντός των προσεχών ημερών, ως ανεκοινώθη χθες. Αθήναι, 3. — Κατά τας πληροφορίας του υπουργείου και των αρμοδίων υπηρεσιών, η συζήτησις επί το υ θέματος συνεχίζεται με ενδιαφέρον δια την εξεύρεσιν λύσεως. Αι σχετικαί αποφάσεις αναμένονται εντός των προσεχών ημερών, ως ανεκοινώθη χθες. Αθήναι, 3. — Κατά τας πληροφορίας του υπουργείου και των αρμοδίων υπηρεσιών, η συζήτησις επί του θέματος συνεχίζεται με ενδιαφέρον δια την εξεύρεσιν λύσεως. Αι σχετικαί αποφάσεις αναμένονται εντός των προσεχών ημερών, ως ανεκοινώθη χθες. [322,1297,534,1425]
article [322,845,534,998]
article-body: Αθήναι, 3. — Κατά τας πληροφορίας του υπουργείου και των αρμοδίων υπηρεσιών, η συζήτησις επί του θέματος συνεχίζεται με ενδιαφέρον δια την εξεύρεσιν λύσεως. Αι σχετικαί αποφάσεις αναμένονται εντός των προσεχών ημερών, ως ανεκοινώθη χθες. Αθήναι, 3. — Κατά τας πληροφορίας του υπουργείου και των αρμοδίων υπηρεσιών, η συζήτησις επί του θέματος συνεχίζεται με ενδιαφέρον δια την εξεύρεσιν λύσεως. Αι σχετικαί αποφάσεις αναμένονται εντός των προσεχών ημερών, ως ανεκοινώθη χθες. Αθήναι, 3. — Κατά τας πληροφορίας του υπουργείου και των αρμοδίων υπηρεσιών, η συζήτησις επί του θέματος συνεχίζεται με ενδιαφέρον δια την εξεύρεσιν λύσεως. Αι σχετικαί αποφάσεις αναμένονται εντός των προσεχών ημερών, ως ανεκοινώθη χθες. Αθήναι, 3. — Κατά τας πληροφορίας του υπουργείου και των αρμοδίων υπηρεσιών, η συζήτησις επί του θέματος συνεχίζεται με ενδιαφέρον δια την εξεύρεσιν λύσεως. Αι σχετικαί αποφάσεις αναμένονται εντός των προσεχών ημερών, ως ανεκοινώθη χθες. Αθήναι, 3. — Κατά τας πληροφορίας του υπουργείο υ και των αρμοδίων υπηρεσιών, η συζήτησις επί του θέματος συνεχίζεται με ενδιαφέρον δια την εξεύρεσιν λύσεως. Αι σχετικαί αποφάσεις αναμένονται εντός των προσεχών ημερών, ως ανεκοινώθη χθες. Αθήναι, 3. — Κατά τας πληροφορίας του υπουργείου και των αρμοδίων υπηρεσιών, η συζήτησις επί του θέματος συνεχίζεται με ενδιαφέρον δια την εξεύρεσιν λύσεως. Αι σχετικαί αποφάσεις αναμένονται εντός των προσεχών ημερών, ως ανεκοινώθη χθες. Αθήναι, 3. — Κατά τας πληροφορίας του υπουργείου και των αρμοδίων υπηρεσιών, η συζήτησις επί του θέματος συνεχίζεται με ενδιαφέρον δια την εξεύρεσιν λύσεως. Αι σχετικαί αποφάσεις αναμένονται εντός των προσεχών ημερών, ως ανεκοινώθη χθες. [821,1267,1056,1455]
subheading: ΚΑΘΟΡΙΖΟΝΤΑΙ ΟΙ ΣΚΟΠΟΙ [620,468,734,477]
table-row [322,758,534,766]
column-3 [540,5,816,2565]
article [322,453,534,606]
article-body: Αθήναι, 3. — Κατά τας πληροφορίας του υπουργείου και των αρμοδίων υπηρεσιών, η συζήτησις επί του θέματος συνεχίζεται με ενδιαφέρον δια την εξεύρεσιν λύσεως. Αι σχετικαί αποφάσεις αναμένονται εντός των προσεχών ημερών, ως ανεκοινώθη χθες. Αθήναι, 3. — Κατά τας πληροφορίας του υπουργείου και των αρμοδίων υπηρεσιών, η συζήτησις επί του θέματος συνεχίζεται με ενδιαφέρον δια την εξεύρεσιν λύσεως. Αι σχετικαί αποφάσεις αναμένονται εντός των προσεχών ημερών, ως ανεκοινώθη χθες. Αθήναι, 3. — Κατά τας πληροφορίας του υπουργείου και των αρμοδίων υπηρεσιών, η συζήτησις επί του θέματος συνεχίζεται με ενδιαφέρον δια την εξεύρεσιν λύσεως. Αι σχετικαί αποφάσεις αναμένονται εντός των προσεχών ημερών, ως ανεκοινώθη χθες. Αθήναι, 3. — Κατά τας πληροφορίας του υπουργείου και των αρμοδίων υπηρεσιών, η συζήτησις επί του θέματος συνεχίζεται με ενδιαφέρον δια την εξεύρεσιν λύσεως. Αι σχετικαί αποφάσεις αναμένονται εντός των προσεχών ημερών, ως ανεκοινώθη χθες. Αθήναι, 3. — Κατά τας πληροφορίας του υπουργείου και των αρμοδίων υπηρεσιών, η συζήτησις επί του θέματος συνεχίζεται με ενδιαφέρον δια την εξεύρεσιν λύσεως. Αι σχετικαί αποφάσεις αναμένονται εντός των προσεχών ημερών, ως ανεκοινώθη χθες. Αθήναι, 3. — Κατά τας πληροφορίας του υπουργείου και των αρμοδίων υπηρεσιών, η συζήτησις επί του θέματος συνεχίζεται με ενδιαφέρον δια την εξεύρεσιν λύσεως. Αι σχετικαί αποφάσεις αναμένονται εντός των προσεχών ημερών, ως ανεκοινώθη χθες. Αθήναι, 3. — Κατά τας πληροφορίας του υπουργείου και των αρμοδίων υπηρεσιών, η συζήτησις επί του θέματος συνεχίζεται με ενδιαφέρον δια την εξεύρεσιν λύσεως. Αι σχετικαί αποφάσεις αναμένονται εντός των προσεχών ημερών, ως ανεκοινώθη χθες. Αθήναι, 3. — Κατά τας πληροφορίας του υπουργείου και των αρμοδίων υπηρεσιών, η συζήτησις επί του θέματος συνεχίζεται με ενδιαφέρον δια την εξεύρεσιν λύσεως. Αι σχετικαί αποφάσεις αναμένονται εντός των προσεχών ημερών, ως ανεκοινώθη χθες. Αθήναι, 3. — Κατά τας πληροφορίας του υπουργείου και των αρμοδίων υπηρεσιών, η συζήτησις επί του θέματος συνεχίζεται με ενδιαφέρον δια την εξεύρεσιν λύσεως. Αι σχετικαί αποφάσεις αναμένονται εντός των προσεχών ημερών, ως ανεκοινώθη χθες. Αθήναι, 3. — Κατά τας πληροφορίας του υπουργείου και των αρμοδίων υπηρεσιών, η συζήτησις επί του θέματος συνεχίζεται με ενδιαφέρον δια την εξεύρεσιν λύσεως. Αι σχετικαί αποφάσεις αναμένονται εντός των προσεχών ημερών, ως ανεκοινώθη χθες. Αθήναι, 3. — Κατά τας πληροφορίας του υπουργείου και των αρμοδίων υπηρεσιών, η συζήτησις επί του θέματος συνεχίζεται με ενδιαφέρον δια την εξεύρεσιν λύσεως. Αι σχετικαί αποφάσεις αναμένονται εντός των προσεχών ημερών, ως ανεκοινώθη χθες. Αθήναι, 3. — Κατά τας πληροφορίας του υπουργείου και των αρμοδίων υπηρεσιών, η συζήτησις επί το ΕΦΟΝΕΥΘΗ ΔΟΚΙΜΟΣ υ θέματος συνεχίζεται με ενδιαφέρον δια την εξεύρεσιν λύσεως. Αι σχετικαί αποφάσεις αναμένονται εντός των προσεχών ημερών, ως ανεκοινώθη χθες. Αθήναι, 3. — Κατά τας πληροφορίας του υπουργείου και των αρμοδίων υπηρεσιών, η συζήτησις επί του θέματος συνεχίζεται με ενδιαφέρον δια την εξεύρεσιν λύσεως. Αι σχετικαί αποφάσεις αναμένονται εντός των προσεχών ημερών, ως ανεκοινώθη χθες. Αθήναι, 3. — Κατά τας πληροφορίας του υπουργείου και των αρμοδίων υπηρεσιών, η συζήτησις επί του θέματος συνεχίζεται με ενδιαφέρον δια την εξεύρεσιν λύσεως. Αι σχετικαί αποφάσεις αναμένονται εντός των προσεχών ημερών, ως ανεκοινώθη χθες. Αθήναι, 3. — Κατά τας πληροφορίας του υπουργείου και των αρμοδίων υπηρεσιών, η συζήτησις επί του θέματος συνεχίζεται με ενδιαφέρον δια την εξεύρεσιν λύσεως. Αι σχετικαί αποφάσεις αναμένονται εντός των προσεχών ημερών, ως ανεκοινώθη χθες. Αθήναι, 3. — Κατά τας πληροφορίας του υπουργείου και των αρμοδίων υπηρεσιών, η συζήτησις επί του θέματος συνεχίζεται με ενδιαφέρον δια την εξεύρεσιν λύσεως. Αι σχετικαί αποφάσεις αναμένονται εντός των προσεχών ημερών, ως ανεκοινώθη χθες. Αθήναι, 3. — Κατά τας πληροφορίας του υπουργείου και των αρμοδίων υπηρεσιών, η συζήτησις επί του θέματος συνεχίζεται με ενδιαφέρον δια την εξεύρεσιν λύσεως. Αι σχετικαί αποφάσεις αναμένονται εντός των προσεχών ημερών, ως ανεκοινώθη χθες. Αθήναι, 3. — Κατά τας πληροφορίας του υπουργείου και των αρμοδίων υπηρεσιών, η συζήτησις επί του θέματος συνεχίζεται με ενδιαφέρον δια την εξεύρεσιν λύσεως. Αι σχετικαί αποφάσεις αναμένονται εντός των προσεχών ημερών, ως ανεκοινώθη χθες. Αθήναι, 3. — Κατά τας πληροφορίας του υπουργείου και των αρμοδίων υπηρεσιών, η συζήτησις επί του θέματος συνεχίζεται με ενδιαφέρον δια την εξεύρεσιν λύσεως. Αι σχετικαί αποφάσεις αναμένονται εντός των προσεχών ημερών, ως ανεκοινώθη χθες. [545,1354,810,1798]
subheading: ΤΑ ΑΛΛΑ ΘΕΜΑΤΑ [122,584,199,593]
city-cell: Κάνναι [323,737,345,744]
divider [821,911,1056,912]
article-body: Αθήναι, 3. — Κατά τας πληροφορίας του υπουργείου και των αρμοδίων υπηρεσιών, η συζήτησις επί του θέματος συνεχίζεται με ενδιαφέρον δια την εξεύρεσιν λύσεως. Αι σχετικαί αποφάσεις αναμένονται εντός των προσεχών ημερών, ως ανεκοινώθη χθες. Αθήναι, 3. — Κατά τας πληροφορίας του υπουργείου και των αρμοδίων υπηρεσιών, η συζήτησις επί του θέματος συνεχίζεται με ενδιαφέρον δια την εξεύρεσιν λύσεως. Αι σχετικαί αποφάσεις αναμένονται εντός των προσεχών ημερών, ως ανεκοινώθη χθες. Αθήναι, 3. — Κατά τας πληροφορίας του υπουργείου και των αρμοδίων υπηρεσιών, η συζήτησις επί του θέματος συνεχίζεται με ενδιαφέρον δια την εξεύρεσιν λύσεως. Αι σχετικαί αποφάσεις αναμένονται εντός των προσεχών ημερών, ως ανεκοινώθη χθες. [322,1625,534,1724]
article [1067,1541,1337,1792]
article [821,1742,1056,1847]
divider [821,1854,1056,1855]
divider [322,2379,534,2380]
divider [545,2057,810,2058]
divider [1067,1010,1337,1011]
subheading: ΣΥΛΛΗΨΙΣ ΕΚΑΤΟΜΜΥΡΙΟΥΧΟΥ ΤΑΡΑΞΟΠΟΙΟΥ [1103,1438,1301,1447]
article-body: Αθήναι, 3. — Κατά τας πληροφορίας του υπουργείου και των αρμοδίων υπηρεσιών, η συζήτησις επί του θέματος συνεχίζεται με ενδιαφέρον δια την εξεύρεσιν λύσεως. Αι σχετικαί αποφάσεις αναμένονται εντός των προσεχών ημερών, ως ανεκοινώθη χθες. Αθήναι, 3. — Κατά τας πληροφορίας του υπουργείου και των αρμοδίων υπηρεσιών, η συζήτησις επί του θέματος συνεχίζεται με ενδιαφέρον δια την εξεύρεσιν λύσεως. Αι σχετικαί αποφάσεις αναμένονται εντός των προσεχών ημερών, ως ανεκοινώθη χθες. Αθήναι, 3. — Κατά τας πληροφορίας του υπουργείου και των αρμοδίων υπηρεσιών, η συζήτησις επί του θέματος συνεχίζεται με ενδιαφέρον δια την εξεύρεσιν λύσεως. Αι σχετικαί αποφάσεις αναμένονται εντός των προσεχών ημερών, ως ανεκοινώθη χθες. Αθήναι, 3. — Κατά τας πληροφορίας του υπουργείου και των αρμοδίων υπηρεσιών, η συζήτησις επί του θέματος συνεχίζεται με ενδιαφέρον δια την εξεύρεσιν λύσεως. Αι σχετικαί αποφάσεις αναμένονται εντός των προσεχών ημερών, ως ανεκοινώθη χθες. Αθήναι, 3. — Κατά τας πληροφορίας του υπουργείου και των αρμοδίων υπηρεσιών, η συζήτησις επί του θέματος συνεχίζεται με ενδιαφέρον δια την εξεύρεσιν λύσεως. Αι σχετικαί αποφάσεις αναμένονται εντός των προσεχών ημερών, ως ανεκοινώθη χθες. Αθήναι, 3. — Κατά τας πληροφορίας του υπουργείου και των αρμοδίων υπηρεσιών, η συζήτησις επί του θέματος συνεχίζεται με ενδιαφέρον δια την εξεύρεσιν λύσεως. Αι σχετικαί αποφάσεις αναμένονται εντός των προσεχών ημερών, ως ανεκοινώθη χθες. Αθήναι, 3. — Κατά τας πληροφορίας του υπουργείου και των αρμοδίων υπηρεσιών, η συζήτησις επί του θέματος συνεχίζεται με ενδιαφέρον δια την εξεύρεσιν λύσεως. Αι σχετικαί αποφάσεις αναμένονται εντός των προσεχών ημερών, ως ανεκοινώθη χθες. Αθήναι, 3. — Κατά τας πληροφορίας του υπουργείου και των αρμοδίων υπηρεσιών, η συζήτησις επί του θέματος συνεχίζεται με ενδιαφέρον δια την εξεύρεσιν λύσεως. Αι σχετικαί αποφάσεις αναμένονται εντός των προσεχών ημερών, ως ανεκοινώθη χθες. [10,832,311,1004]
article [821,1243,1056,1455]
article-body: Αθήναι, 3. — Κατά τας πληροφορίας του υπουργείου και των αρμοδίων υπηρεσιών, η συζήτησις επί του θέματος συνεχίζεται με ενδιαφέρον δια την εξεύρεσιν λύσεως. Αι σχετικαί αποφάσεις αναμένονται εντός των προσεχών ημερών, ως ανεκοινώθη χθες. Αθήναι, 3. — Κατά τας πληροφορίας του υπουργείου και των αρμοδίων υπηρεσιών, η συζήτησις επί του θέματος συνεχίζεται με ενδιαφέρον δια την εξεύρεσιν λύσεως. Αι σχετικαί αποφάσεις αναμένονται εντός των προσεχών ημερών, ως ανεκοινώθη χθες. Αθήναι, 3. — Κατά τας πληροφορίας του υπουργείου και των αρμοδίων υπηρεσιών, η συζήτησις επί του θέματος συνεχίζεται με ενδιαφέρον δια την εξεύρεσιν λύσεως. Αι σχετικαί αποφάσεις αναμένονται εντός των προσεχών ημερών, ως ανεκοινώθη χθες. Αθήναι, 3. — Κατά τας πληροφορίας του υπουργείου και των αρμοδίων υπηρεσιών, η συζήτησις επί του θέματος συνεχίζεται με ενδιαφέρον δια την εξεύρεσιν λύσεως. Αι σχετικαί αποφάσεις αναμένονται εντός των προσεχών ημερών, ως ανεκοινώθη χθες. Αθήναι, 3. — Κατά τας πληροφορίας του υπουργείου και των αρμοδίων υπηρεσιών, η συζήτησις επί του θέματος συνεχίζεται με ενδιαφέρον δια την εξεύρεσιν λύσεως. Αι σχετικαί αποφάσεις αναμένονται εντός των προσεχών ημερών, ως ανεκοινώθη χθες. [322,2222,534,2371]
price-table [322,730,534,780]
article-body: Αθήναι, 3. — Κατά τας πληροφορίας του υπουργείου και των αρμοδίων υπηρεσιών, η συζήτησις επί του θέματος συνεχίζεται με ενδιαφέρον δια την εξεύρεσιν λύσεως. Αι σχετικαί αποφάσεις αναμένονται εντός των προσεχών ημερών, ως ανεκοινώθη χθες. Αθήναι, 3. — Κατά τας πληροφορίας του υπουργείου και των αρμοδίων υπηρεσιών, η συζήτησις επί του θέματος συνεχίζεται με ενδιαφέρον δια την εξεύρεσιν λύσεως. Αι σχετικαί αποφάσεις αναμένονται εντός των προσεχών ημερών, ως ανεκοινώθη χθες. Αθήναι, 3. — Κατά τας πληροφορίας του υπουργείου και των αρμοδίων υπηρεσιών, η συζήτησις επί του θέματος συνεχίζεται με ενδιαφέρον δια την εξεύρεσιν λύσεως. Αι σχετικαί αποφάσεις αναμένονται εντός των προσεχών ημερών, ως ανεκοινώθη χθες. [821,634,1056,725]
article-body: Αθήναι, 3. — Κατά τας πληροφορίας του υπουργείου και των αρμοδίων υπηρεσιών, η συζήτησις επί του θέματος συνεχίζεται με ενδιαφέρον δια την εξεύρεσιν λύσεως. Αι σχετικαί αποφάσεις αναμένονται εντός των προσεχών ημερών, ως ανεκοινώθη χθες. Αθήναι, 3. — Κατά τας πληροφορίας του υπουργείου και των αρμοδίων υπηρεσιών, η συζήτησις επί του θέματος συνεχίζεται με ενδιαφέρον δια την εξεύρεσιν λύσεως. Αι σχετικαί αποφάσεις αναμένονται εντός των προσεχών ημερών, ως ανεκοινώθη χθες. Αθήναι, 3. — Κατά τας πληροφορίας του υπουργείου και των αρμοδίων υπηρεσιών, η συζήτησις επί του θέματος συνεχίζεται με ενδιαφέρον δια την εξεύρεσιν λύσεως. Αι σχετικαί αποφάσεις αναμένονται εντός των προσεχών ημερών, ως ανεκοινώθη χθες. Αθήναι, 3. — Κατά τας πληροφορίας του υπουργείου και των αρμοδίων υπηρεσιών, η συζήτησις επί του θέματος συνεχίζεται με ενδιαφέρον δια την εξεύρεσιν λύσεως. Αι σχετικαί αποφάσεις αναμένονται εντός των προσεχών ημερών, ως ανεκοινώθη χθες. Αθήναι, 3. — Κατά τας πληροφορίας του υπουργείου και των αρμοδίων υπηρεσιών, η συζήτησις επί του θέματος συνεχίζεται με ενδιαφέρον δια την εξεύρεσιν λύσεως. Αι σχετικαί αποφάσεις αναμένονται εντός των προσεχών ημερών, ως ανεκοινώθη χθες. Αθήναι, 3. — Κατά τας πληροφορίας του υπουργείου και των αρμοδίων υπηρεσιών, η συζήτησις επί του θέματος συνεχίζεται με ενδιαφέρον δια την εξεύρεσιν λύσεως. Αι σχετικαί αποφάσεις αναμένονται εντός των προσεχών ημερών, ως ανεκοινώθη χθες. Αθήναι, 3. — Κατά τας πληροφορίας του υπουργείου και των αρμοδίων υπηρεσιών, η συζήτησις επί του θέματος συνεχίζεται με ενδιαφέρον δια την εξεύρεσιν λύσεως. Αι σχετικαί αποφάσεις αναμένονται εντός των προσεχών ημερών, ως ανεκοινώθη χθες. Αθήναι, 3. — Κατά τας πληροφορίας του υπουργείο υ και των αρμοδίων υπηρεσιών, η συζήτησις επί του θέματος συνεχίζεται με ενδιαφέρον δια την εξεύρεσιν λύσεως. Αι σχετικαί αποφάσεις αναμένονται εντός των προσεχών ημερών, ως ανεκοινώθη χθες. Αθήναι, 3. — Κατά τας πληροφορίας του υπουργείου και των αρμοδίων υπηρεσιών, η συζήτησις επί του θέματος συνεχίζεται με ενδιαφέρον δια την εξεύρεσιν λύσεως. Αι σχετικαί αποφάσεις αναμένονται εντός των προσεχών ημερών, ως ανεκοινώθη χθες. Αθήναι, 3. — Κατά τας πληροφορίας του υπουργείου και των αρμοδίων υπηρεσιών, η συζήτησις επί του θέματος συνεχίζεται με ενδιαφέρον δια την εξεύρεσιν λύσεως. Αι σχετικαί αποφάσεις αναμένονται εντός των προσεχών ημερών, ως ανεκοινώθη χθες. Αθήναι, 3. — Κατά τας πληροφορίας του υπουργείου και των αρμοδίων υπηρεσιών, η συζήτησις επί του θέματος συνεχίζεται με ενδιαφέρον δια την εξεύρεσιν λύσεως. Αι σχετικαί αποφάσεις αναμένονται εντός των προσεχών ημερών, ως ανεκοινώθη χθες. Αθήναι, 3. — Κατά τας πληροφορίας του υπουργείου και των αρμοδίων υπηρεσιών, η συζήτησις επί του θέματος συνεχίζεται με ενδιαφέρον δια την εξεύρεσιν λύσεως. Αι σχετικαί αποφάσεις αναμένονται εντός των προσεχών ημερών, ως ανεκοινώθη χθες. [10,1459,311,1712]
article [10,1430,311,1712]
column-4 [816,5,1062,2133]
article-body: Αθήναι, 3. — Κατά τας πληροφορίας του υπουργείου και των αρμοδίων υπηρεσιών, η συζήτησις επί του θέματος συνεχίζεται με ενδιαφέρον δια την εξεύρεσιν λύσεως. Αι σχετικαί αποφάσεις αναμένονται εντός των προσεχών ημερών, ως ανεκοινώθη χθες. Αθήναι, 3. — Κατά τας πληροφορίας του υπουργείου και των αρμοδίων υπηρεσιών, η συζήτησις επί του θέματος συνεχίζεται με ενδιαφέρον δια την εξεύρεσιν λύσεως. Αι σχετικαί αποφάσεις αναμένονται εντός των προσεχών ημερών, ως ανεκοινώθη χθες. Αθήναι, 3. — Κατά τας πληροφορίας του υπουργείου και των αρμοδίων υπηρεσιών, η συζήτησις επί του θέματος συνεχίζεται με ενδιαφέρον δια την εξεύρεσιν λύσεως. Αι σχετικαί αποφάσεις αναμένονται εντός των προσεχών ημερών, ως ανεκοινώθη χθες. Αθήναι, 3. — Κατά τας πληροφορίας του υπουργείου και των αρμοδίων υπηρεσιών, η συζήτησις επί του θέματος συνεχίζεται με ενδιαφέρον δια την εξεύρεσιν λύσεως. Αι σχετικαί αποφάσεις αναμένονται εντός των προσεχών ημερών, ως ανεκοινώθη χθες. Αθήναι, 3. — Κατά τας πληροφορίας του υπουργείου και των αρμοδίων υπηρεσιών, η συζήτησις επί του θέματος συνεχίζεται με ενδιαφέρον δια την εξεύρεσιν λύσεως. Αι σχετικαί αποφάσεις αναμένονται εντός των προσεχών ημερών, ως ανεκοινώθη χθες. Αθήναι, 3. — Κατά τας πληροφορίας του υπουργείου και των αρμοδίων υπηρεσιών, η συζήτησις επί του θέματος συνεχίζεται με ενδιαφέρον δια την εξεύρεσιν λύσεως. Αι σχετικαί αποφάσεις αναμένονται εντός των προσεχών ημερών, ως ανεκοινώθη χθες. Αθήναι, 3. — Κατά τας πληροφορίας του υπουργείου και των αρμοδίων υπηρεσιών, η συζήτησις επί του θέματος συνεχίζεται με ενδιαφέρον δια την εξεύρεσιν λύσεως. Αι σχετικαί αποφάσεις αναμένονται εντός των προσεχών ημερών, ως ανεκοινώθη χθες. Αθήναι, 3. — Κατά τας πληροφορίας του υπουργείου και των αρμοδίων υπηρεσιών, η συζήτησις επί του θέματος συνεχίζεται με ενδιαφέρον δια την εξεύρεσιν λύσεως. Αι σχετικαί αποφάσεις αναμένονται εντός των προσεχών ημερών, ως ανεκοινώθη χθες. Αθήναι, 3. — Κατά τας πληροφορίας του υπουργείου και των αρμοδίων υπηρεσιών, η συζήτησις επί το Η ΜΕΙΩΣΙΣ ΤΩΝ ΤΟΚΩΝ υ θέματος συνεχίζεται με ενδιαφέρον δια την εξεύρεσιν λύσεως. Αι σχετικαί αποφάσεις αναμένονται εντός των προσεχών ημερών, ως ανεκοινώθη χθες. Αθήναι, 3. — Κατά τας πληροφορίας του υπουργείου και των αρμοδίων υπηρεσιών, η συζήτησις επί του θέματος συνεχίζεται με ενδιαφέρον δια την εξεύρεσιν λύσεως. Αι σχετικαί αποφάσεις αναμένονται εντός των προσεχών ημερών, ως ανεκοινώθη χθες. Αθήναι, 3. — Κατά τας πληροφορίας του υπουργείου και των αρμοδίων υπηρεσιών, η συζήτησις επί του θέματος συνεχίζεται με ενδιαφέρον δια την εξεύρεσιν λύσεως. Αι σχετικαί αποφάσεις αναμένονται εντός των προσεχών ημερών, ως ανεκοινώθη χθες. Αθήναι, 3. — Κατά τας πληροφορίας του υπουργείου και των αρμοδίων υπηρεσιών, η συζήτησις επί του θέματος συνεχίζεται με ενδιαφέρον δια την εξεύρεσιν λύσεως. Αι σχετικαί αποφάσεις αναμένονται εντός των προσεχών ημερών, ως ανεκοινώθη χθες. Αθήναι, 3. — Κατά τας πληροφορίας του υπουργείου και των αρμοδίων υπηρεσιών, η συζήτησις επί του θέματος συνεχίζεται με ενδιαφέρον δια την εξεύρεσιν λύσεως. Αι σχετικαί αποφάσεις αναμένονται εντός των προσεχών ημερών, ως ανεκοινώθη χθες. Αθήναι, 3. — Κατά τας πληροφορίας του υπουργείου και των αρμοδίων υπηρεσιών, η συζήτησις επί του θέματος συνεχίζεται με ενδιαφέρον δια την εξεύρεσιν λύσεως. Αι σχετικαί αποφάσεις αναμένονται εντός των προσεχών ημερών, ως ανεκοινώθη χθες. [1067,81,1337,414]
article-body: Αθήναι, 3. — Κατά τας πληροφορίας του υπουργείου και των αρμοδίων υπηρεσιών, η συζήτησις επί του θέματος συνεχίζεται με ενδιαφέρον δια την εξεύρεσιν λύσεως. Αι σχετικαί αποφάσεις αναμένονται εντός των προσεχών ημερών, ως ανεκοινώθη χθες. Αθήναι, 3. — Κατά τας πληροφορίας του υπουργείου και των αρμοδίων υπηρεσιών, η συζήτησις επί του θέματος συνεχίζεται με ενδιαφέρον δια την εξεύρεσιν λύσεως. Αι σχετικαί αποφάσεις αναμένονται εντός των προσεχών ημερών, ως ανεκοινώθη χθες. Αθήναι, 3. — Κατά τας πληροφορίας του υπουργείου και των αρμοδίων υπηρεσιών, η συζήτησις επί του θέματος συνεχίζεται με ενδιαφέρον δια την εξεύρεσιν λύσεως. Αι σχετικαί αποφάσεις αναμένονται εντός των προσεχών ημερών, ως ανεκοινώθη χθες. Αθήναι, 3. — Κατά τας πληροφορίας του υπουργείου και των αρμοδίων υπηρεσιών, η συζήτησις επί του θέματος συνεχίζεται με ενδιαφέρον δια την εξεύρεσιν λύσεως. Αι σχετικαί αποφάσεις αναμένονται εντός των προσεχών ημερών, ως ανεκοινώθη χθες. Αθήναι, 3. — Κατά τας πληροφορίας του υπουργείου και των αρμοδίων υπηρεσιών, η συζήτησις επί του θέματος συνεχίζεται με ενδιαφέρον δια την εξεύρεσιν λύσεως. Αι σχετικαί αποφάσεις αναμένονται εντός των προσεχών ημερών, ως ανεκοινώθη χθες. Αθήναι, 3. — Κατά τας πληροφορίας του υπουργείου και των αρμοδίων υπηρεσιών, η συζήτησις επί του θέματος συνεχίζεται με ενδιαφέρον δια την εξεύρεσιν λύσεως. Αι σχετικαί αποφάσεις αναμένονται εντός των προσεχών ημερών, ως ανεκοινώθη χθες. Αθήναι, 3. — Κατά τας πληροφορίας του υπουργείου και των αρμοδίων υπηρεσιών, η συζήτησις επί του θέματος συνεχίζεται με ενδιαφέρον δια την εξεύρεσιν λύσεως. Αι σχετικαί αποφάσεις αναμένονται εντός των προσεχών ημερών, ως ανεκοινώθη χθες. Αθήναι, 3. — Κατά τας πληροφορίας του υπουργείου και των αρμοδίων υπηρεσιών, η συζήτησις επί του θέματος συνεχίζεται με ενδιαφέρον δια την εξεύρεσιν λύσεως. Αι σχετικαί αποφάσεις αναμένονται εντός των προσεχών ημερών, ως ανεκοινώθη χθες. [1067,1068,1337,1256]
subheading: ΑΠΟΚΡΟΥΣΙΣ ΤΩΝ ΓΥΝΑΙΚΟΠΑΙΔΩΝ [1126,792,1277,801]
article-body: Αθήναι, 3. — Κατά τας πληροφορίας του υπουργείου και των αρμοδίων υπηρεσιών, η συζήτησις επί του θέματος συνεχίζεται με ενδιαφέρον δια την εξεύρεσιν λύσεως. Αι σχετικαί αποφάσεις αναμένονται εντός των προσεχών ημερών, ως ανεκοινώθη χθες. Αθήναι, 3. — Κατά τας πληροφορίας του υπουργείου και των αρμοδίων υπηρεσιών, η συζήτησις επί του θέματος συνεχίζεται με ενδιαφέρον δια την εξεύρεσιν λύσεως. Αι σχετικαί αποφάσεις αναμένονται εντός των προσεχών ημερών, ως ανεκοινώθη χθες. Αθήναι, 3. — Κατά τας πληροφορίας του υπουργείου και των αρμοδίων υπηρεσιών, η συζήτησις επί του θέματος συνεχίζεται με ενδιαφέρον δια την εξεύρεσιν λύσεως. Αι σχετικαί αποφάσεις αναμένονται εντός των προσεχών ημερών, ως ανεκοινώθη χθες. Αθήναι, 3. — Κατά τας πληροφορίας του υπουργείου και των αρμοδίων υπηρεσιών, η συζήτησις επί του θέματος συνεχίζεται με ενδιαφέρον δια την εξεύρεσιν λύσεως. Αι σχετικαί αποφάσεις αναμένονται εντός των προσεχών ημερών, ως ανεκοινώθη χθες. Αθήναι, 3. — Κατά τας πληροφορίας του υπουργείου και των αρμοδίων υπηρεσιών, η συζήτησις επί του θέματος συνεχίζεται με ενδιαφέρον δια την εξεύρεσιν λύσεως. Αι σχετικαί αποφάσεις αναμένονται εντός των προσεχών ημερών, ως ανεκοινώθη χθες. Αθήναι, 3. — Κατά τας πληροφορίας του υπουργείου και των αρμοδίων υπηρεσιών, η συζήτησις επί του θέματος συνεχίζεται με ενδιαφέρον δια την εξεύρεσιν λύσεως. Αι σχετικαί αποφάσεις αναμένονται εντός των προσεχών ημερών, ως ανεκοινώθη χθες. Αθήναι, 3. — Κατά τας πληροφορίας του υπουργείου και των αρμοδίων υπηρεσιών, η συζήτησις επί του θέματος συνεχίζεται με ενδιαφέρον δια την εξεύρεσιν λύσεως. Αι σχετικαί αποφάσεις αναμένονται εντός των προσεχών ημερών, ως ανεκοινώθη χθες. Αθήναι, 3. — Κατά τας πληροφορίας του υπουργείου και των αρμοδίων υπηρεσιών, η συζήτησις επί του θέματος συνεχίζεται με ενδιαφέρον δια την εξεύρεσιν λύσεως. Αι σχετικαί αποφάσεις αναμένονται εντός των προσεχών ημερών, ως ανεκοινώθη χθες. Αθήναι, 3. — Κατά τας πληροφορίας του υπουργείου και των αρμοδίων υπηρεσιών, η συζήτησις επί του θέματος συνεχίζεται με ενδιαφέρον δια την εξεύρεσιν λύσεως. Αι σχετικαί αποφάσεις αναμένονται εντός των προσεχών ημερών, ως ανεκοινώθη χθες. Αθήναι, 3. — Κατά τας πληροφορίας του υπουργείου και των αρμοδίων υπηρεσιών, η συζήτησις επί του θέματος συνεχίζεται με ενδιαφέρον δια την εξεύρεσιν λύσεως. Αι σχετικαί αποφάσεις αναμένονται εντός των προσεχών ημερών, ως ανεκοινώθη χθες. Αθήναι, 3. — Κατά τας πληροφορίας του υπουργείου και των αρμοδίων υπηρεσιών, η συζήτησις επί του θέματος συνεχίζεται με ενδιαφέρον δια την εξεύρεσιν λύσεως. Αι σχετικαί αποφάσεις αναμένονται εντός των προσεχών ημερών, ως ανεκοινώθη χθες. Αθήναι, 3. — Κατά τας πληροφορίας του υπουργείου και των αρμοδίων υπηρεσιών, η συζήτησις επί του θέματος συνεχίζεται με ενδιαφέρον δια την εξεύρεσιν λύσεως. Αι σχετικαί αποφάσεις αναμένονται εντός των προσεχών ημερών, ως ανεκοινώθη χθες. Αθήναι, 3. — Κατά τας πληροφορίας του υπουργείου και των αρμοδίων υπηρεσιών, η συζήτησις επί του θέματος συνεχίζεται με ενδιαφέρον δια την εξεύρεσιν λύσεως. Αι σχετικαί αποφάσεις αναμένονται εντός των προσεχών ημερών, ως ανεκοινώθη χθες. Αθήναι, 3. — Κατά τας πληροφορίας του υπουργείου και των αρμοδίων υπηρεσιών, η συζήτησις επί του θέματος συνεχίζεται με ενδιαφέρον δια την εξεύρεσιν λύσεως. Αι σχετικαί αποφάσεις αναμένονται εντός των προσεχών ημερών, ως ανεκοινώθη χθες. Αθήναι, 3. — Κατά τας πληροφορίας του υπουργείου και των αρμοδίων υπηρεσιών, η συζήτησις επί του θέματος συνεχίζεται με ενδιαφέρον δια την εξεύρεσιν λύσεως. Αι σχετικαί αποφάσεις αναμένονται εντός των προσεχών ημερών, ως ανεκοινώθη χθες. Αθήναι, 3. — Κατά τας πληροφορίας του υπουργείου και των αρμοδίων υπηρεσιών, η συζήτησις επί του θέματος συνεχίζεται με ενδιαφέρον δια την εξεύρεσιν λύσεως. Αι σχετικαί αποφάσεις αναμένονται εντός των προσεχών ημερών, ως ανεκοινώθη χθες. Αθήναι, 3. — Κατά τας πληροφορίας του υπουργείο ΚΑΘΟΡΙΖΟΝΤΑΙ ΟΙ ΣΚΟΠΟΙ υ και των αρμοδίων υπηρεσιών, η συζήτησις επί του θέματος συνεχίζεται με ενδιαφέρον δια την εξεύρεσιν λύσεως. Αι σχετικαί αποφάσεις αναμένονται εντός των προσεχών ημερών, ως ανεκοινώθη χθες. Αθήναι, 3. — Κατά τας πληροφορίας του υπουργείου και των αρμοδίων υπηρεσιών, η συζήτησις επί του θέματος συνεχίζεται με ενδιαφέρον δια την εξεύρεσιν λύσεως. Αι σχετικαί αποφάσεις αναμένονται εντός των προσεχών ημερών, ως ανεκοινώθη χθες. Αθήναι, 3. — Κατά τας πληροφορίας του υπουργείου και των αρμοδίων υπηρεσιών, η συζήτησις επί του θέματος συνεχίζεται με ενδιαφέρον δια την εξεύρεσιν λύσεως. Αι σχετικαί αποφάσεις αναμένονται εντός των προσεχών ημερών, ως ανεκοινώθη χθες. Αθήναι, 3. — Κατά τας πληροφορίας του υπουργείου και των αρμοδίων υπηρεσιών, η συζήτησις επί του θέματος συνεχίζεται με ενδιαφέρον δια την εξεύρεσιν λύσεως. Αι σχετικαί αποφάσεις αναμένονται εντός των προσεχών ημερών, ως ανεκοινώθη χθες. Αθήναι, 3. — Κατά τας πληροφορίας του υπουργείου και των αρμοδίων υπηρεσιών, η συζήτησις επί του θέματος συνεχίζεται με ενδιαφέρον δια την εξεύρεσιν λύσεως. Αι σχετικαί αποφάσεις αναμένονται εντός των προσεχών ημερών, ως ανεκοινώθη χθες. Αθήναι, 3. — Κατά τας πληροφορίας του υπουργείου και των αρμοδίων υπηρεσιών, η συζήτησις επί του θέματος συνεχίζεται με ενδιαφέρον δια την εξεύρεσιν λύσεως. Αι σχετικαί αποφάσεις αναμένονται εντός των προσεχών ημερών, ως ανεκοινώθη χθες. Αθήναι, 3. — Κατά τας πληροφορίας του υπουργείου και των αρμοδίων υπηρεσιών, η συζήτησις επί του θέματος συνεχίζεται με ενδιαφέρον δια την εξεύρεσιν λύσεως. Αι σχετικαί αποφάσεις αναμένονται εντός των προσεχών ημερών, ως ανεκοινώθη χθες. Αθήναι, 3. — Κατά τας πληροφορίας του υπουργείου και των αρμοδίων υπηρεσιών, η συζήτησις επί του θέματος συνεχίζεται με ενδιαφέρον δια την εξεύρεσιν λύσεως. Αι σχετικαί αποφάσεις αναμένονται εντός των προσεχών ημερών, ως ανεκοινώθη χθες. Αθήναι, 3. — Κατά τας πληροφορίας του υπουργείου και των αρμοδίων υπηρεσιών, η συζήτησις επί του θέματος συνεχίζεται με ενδιαφέρον δια την εξεύρεσιν λύσεως. Αι σχετικαί αποφάσεις αναμένονται εντός των προσεχών ημερών, ως ανεκοινώθη χθες. Αθήναι, 3. — Κατά τας πληροφορίας του υπουργείου και των αρμοδίων υπηρεσιών, η συζήτησις επί του θέματος συνεχίζεται με ενδιαφέρον δια την εξεύρεσιν λύσεως. Αι σχετικαί αποφάσεις αναμένονται εντός των προσεχών ημερών, ως ανεκοινώθη χθες. Αθήναι, 3. — Κατά τας πληροφορίας του υπουργείου και των αρμοδίων υπηρεσιών, η συζήτησις επί του θέματος συνεχίζεται με ενδιαφέρον δια την εξεύρεσιν λύσεως. Αι σχετικαί αποφάσεις αναμένονται εντός των προσεχών ημερών, ως ανεκοινώθη χθες. [545,94,810,723]
article [10,1218,311,1419]
divider [545,1283,810,1284]
headline: ΠΙΘΑΝΟΝ ΝΑ ΑΠΑΓΟΡΕΥΘΗ ΓΕΝΙΚΩΣ Η ΘΗΡΑ ΔΙ' ΩΡΙΣΜΕΝΟΝ ΧΡΟΝΟΝ [825,1242,1051,1265]
column-2 [317,5,540,2371]
divider [821,2003,1056,2004]
divider [821,1610,1056,1611]
article [821,1858,1056,1996]
divider [322,613,534,614]
column-1 [5,5,317,2568]
article-body: Αθήναι, 3. — Κατά τας πληροφορίας του υπουργείου και των αρμοδίων υπηρεσιών, η συζήτησις επί του θέματος συνεχίζεται με ενδιαφέρον δια την εξεύρεσιν λύσεως. Αι σχετικαί αποφάσεις αναμένονται εντός των προσεχών ημερών, ως ανεκοινώθη χθες. Αθήναι, 3. — Κατά τας πληροφορίας του υπουργείου και των αρμοδίων υπηρεσιών, η συζήτησις επί του θέματος συνεχίζεται με ενδιαφέρον δια την εξεύρεσιν λύσεως. Αι σχετικαί αποφάσεις αναμένονται εντός των προσεχών ημερών, ως ανεκοινώθη χθες. Αθήναι, 3. — Κατά τας πληροφορίας του υπουργείου και των αρμοδίων υπηρεσιών, η συζήτησις επί του θέματος συνεχίζεται με ενδιαφέρον δια την εξεύρεσιν λύσεως. Αι σχετικαί αποφάσεις αναμένονται εντός των προσεχών ημερών, ως ανεκοινώθη χθες. Αθήναι, 3. — Κατά τας πληροφορίας του υπουργείου και των αρμοδίων υπηρεσιών, η συζήτησις επί του θέματος συνεχίζεται με ενδιαφέρον δια την εξεύρεσιν λύσεως. Αι σχετικαί αποφάσεις αναμένονται εντός των προσεχών ημερών, ως ανεκοινώθη χθες. Αθήναι, 3. — Κατά τας πληροφορίας του υπουργείου και των αρμοδίων υπηρεσιών, η συζήτησις επί του θέματος συνεχίζεται με ενδιαφέρον δια την εξεύρεσιν λύσεως. Αι σχετικαί αποφάσεις αναμένονται εντός των προσεχών ημερών, ως ανεκοινώθη χθες. Αθήναι, 3. — Κατά τας πληροφορίας του υπουργείου και των αρμοδίων υπηρεσιών, η συζήτησις επί το ΤΟΥΡΚΟΙ ΒΙΟΜΗΧΑΝΟΙ ΕΙΣ ΤΗΝ ΦΙΛΑΝΔΙΑΝ υ θέματος συνεχίζεται με ενδιαφέρον δια την εξεύρεσιν λύσεως. Αι σχετικαί αποφάσεις αναμένονται εντός των προσεχών ημερών, ως ανεκοινώθη χθες. Αθήναι, 3. — Κατά τας πληροφορίας του υπουργείου και των αρμοδίων υπηρεσιών, η συζήτησις επί του θέματος συνεχίζεται με ενδιαφέρον δια την εξεύρεσιν λύσεως. Αι σχετικαί αποφάσεις αναμένονται εντός των προσεχών ημερών, ως ανεκοινώθη χθες. Αθήναι, 3. — Κατά τας πληροφορίας του υπουργείου και των αρμοδίων υπηρεσιών, η συζήτησις επί του θέματος συνεχίζεται με ενδιαφέρον δια την εξεύρεσιν λύσεως. Αι σχετικαί αποφάσεις αναμένονται εντός των προσεχών ημερών, ως ανεκοινώθη χθες. Αθήναι, 3. — Κατά τας πληροφορίας του υπουργείου και των αρμοδίων υπηρεσιών, η συζήτησις επί του θέματος συνεχίζεται με ενδιαφέρον δια την εξεύρεσιν λύσεως. Αι σχετικαί αποφάσεις αναμένονται εντός των προσεχών ημερών, ως ανεκοινώθη χθες. [1067,1844,1337,2067]
article-body: Αθήναι, 3. — Κατά τας πληροφορίας του υπουργείου και των αρμοδίων υπηρεσιών, η συζήτησις επί του θέματος συνεχίζεται με ενδιαφέρον δια την εξεύρεσιν λύσεως. Αι σχετικαί αποφάσεις αναμένονται εντός των προσεχών ημερών, ως ανεκοινώθη χθες. Αθήναι, 3. — Κατά τας πληροφορίας του υπουργείου και των αρμοδίων υπηρεσιών, η συζήτησις επί του θέματος συνεχίζεται με ενδιαφέρον δια την εξεύρεσιν λύσεως. Αι σχετικαί αποφάσεις αναμένονται εντός των προσεχών ημερών, ως ανεκοινώθη χθες. Αθήναι, 3. — Κατά τας πληροφορίας του υπουργείου και των αρμοδίων υπηρεσιών, η συζήτησις επί του θέματος συνεχίζεται με ενδιαφέρον δια την εξεύρεσιν λύσεως. Αι σχετικαί αποφάσεις αναμένονται εντός των προσεχών ημερών, ως ανεκοινώθη χθες. Αθήναι, 3. — Κατά τας πληροφορίας του υπουργείου και των αρμοδίων υπηρεσιών, η συζήτησις επί του θέματος συνεχίζεται με ενδιαφέρον δια την εξεύρεσιν λύσεως. Αι σχετικαί αποφάσεις αναμένονται εντός των προσεχών ημερών, ως ανεκοινώθη χθες. Αθήναι, 3. — Κατά τας πληροφορίας του υπουργείου και των αρμοδίων υπηρεσιών, η συζήτησις επί του θέματος συνεχίζεται με ενδιαφέρον δια την εξεύρεσιν λύσεως. Αι σχετικαί αποφάσεις αναμένονται εντός των προσεχών ημερών, ως ανεκοινώθη χθες. Αθήναι, 3. — Κατά τας πληροφορίας του υπουργείου και των αρμοδίων υπηρεσιών, η συζήτησις επί του θέματος συνεχίζεται με ενδιαφέρον δια την εξεύρεσιν λύσεως. Αι σχετικαί αποφάσεις αναμένονται εντός των προσεχών ημερών, ως ανεκοινώθη χθες. Αθήναι, 3. — Κατά τας πληροφορίας του υπουργείου και των αρμοδίων υπηρεσιών, η συζήτησις επί του θέματος συνεχίζεται με ενδιαφέρον δια την εξεύρεσιν λύσεως. Αι σχετικαί αποφάσεις αναμένονται εντός των προσεχών ημερών, ως ανεκοινώθη χθες. Αθήναι, 3. — Κατά τας πληροφορίας του υπουργείου και των αρμοδίων υπηρεσιών, η συζήτησις επί του θέματος συνεχίζεται με ενδιαφέρον δια την εξεύρεσιν λύσεως. Αι σχετικαί αποφάσεις αναμένονται εντός των προσεχών ημερών, ως ανεκοινώθη χθες. Αθήναι, 3. — Κατά τας πληροφορίας του υπουργείου και των αρμοδίων υπηρεσιών, η συζήτησις επί του θέματος συνεχίζεται με ενδιαφέρον δια την εξεύρεσιν λύσεως. Αι σχετικαί αποφάσεις αναμένονται εντός των προσεχών ημερών, ως ανεκοινώθη χθες. Αθήναι, 3. — Κατά τας πληροφορίας του υπουργείου και των αρμοδίων υπηρεσιών, η συζήτησις επί του θέματος συνεχίζεται με ενδιαφέρον δια την εξεύρεσιν λύσεως. Αι σχετικαί αποφάσεις αναμένονται εντός των προσεχών ημερών, ως ανεκοινώθη χθες. Αθήναι, 3. — Κατά τας πληροφορίας του υπουργείου και των αρμοδίων υπηρεσιών, η συζήτησις επί του θέματος συνεχίζεται με ενδιαφέρον δια την εξεύρεσιν λύσεως. Αι σχετικαί αποφάσεις αναμένονται εντός των προσεχών ημερών, ως ανεκοινώθη χθες. Αθήναι, 3. — Κατά τας πληροφορίας του υπουργείου και των αρμοδίων υπηρεσιών, η συζήτησις επί του θέματος συνεχίζεται με ενδιαφέρον δια την εξεύρεσιν λύσεως. Αι σχετικαί αποφάσεις αναμένονται εντός των προσεχών ημερών, ως ανεκοινώθη χθες. Αθήναι, 3. — Κατά τας πληροφορίας του υπουργείου και των αρμοδίων υπηρεσιών, η συζήτησις επί του θέματος συνεχίζεται με ενδιαφέρον δια την εξεύρεσιν λύσεως. Αι σχετικαί αποφάσεις αναμένονται εντός των προσεχών ημερών, ως ανεκοινώθη χθες. Αθήναι, 3. — Κατά τας πληροφορίας του υπουργείο ΑΠΟΚΡΟΥΣΙΣ ΤΩΝ ΓΥΝΑΙΚΟΠΑΙΔΩΝ υ και των αρμοδίων υπηρεσιών, η συζήτησις επί του θέματος συνεχίζεται με ενδιαφέρον δια την εξεύρεσιν λύσεως. Αι σχετικαί αποφάσεις αναμένονται εντός των προσεχών ημερών, ως ανεκοινώθη χθες. Αθήναι, 3. — Κατά τας πληροφορίας του υπουργείου και των αρμοδίων υπηρεσιών, η συζήτησις επί του θέματος συνεχίζεται με ενδιαφέρον δια την εξεύρεσιν λύσεως. Αι σχετικαί αποφάσεις αναμένονται εντός των προσεχών ημερών, ως ανεκοινώθη χθες. Αθήναι, 3. — Κατά τας πληροφορίας του υπουργείου και των αρμοδίων υπηρεσιών, η συζήτησις επί του θέματος συνεχίζεται με ενδιαφέρον δια την εξεύρεσιν λύσεως. Αι σχετικαί αποφάσεις αναμένονται εντός των προσεχών ημερών, ως ανεκοινώθη χθες. Αθήναι, 3. — Κατά τας πληροφορίας του υπουργείου και των αρμοδίων υπηρεσιών, η συζήτησις επί του θέματος συνεχίζεται με ενδιαφέρον δια την εξεύρεσιν λύσεως. Αι σχετικαί αποφάσεις αναμένονται εντός των προσεχών ημερών, ως ανεκοινώθη χθες. Αθήναι, 3. — Κατά τας πληροφορίας του υπουργείου και των αρμοδίων υπηρεσιών, η συζήτησις επί του θέματος συνεχίζεται με ενδιαφέρον δια την εξεύρεσιν λύσεως. Αι σχετικαί αποφάσεις αναμένονται εντός των προσεχών ημερών, ως ανεκοινώθη χθες. Αθήναι, 3. — Κατά τας πληροφορίας του υπουργείου και των αρμοδίων υπηρεσιών, η συζήτησις επί του θέματος συνεχίζεται με ενδιαφέρον δια την εξεύρεσιν λύσεως. Αι σχετικαί αποφάσεις αναμένονται εντός των προσεχών ημερών, ως ανεκοινώθη χθες. Αθήναι, 3. — Κατά τας πληροφορίας του υπουργείου και των αρμοδίων υπηρεσιών, η συζήτησις επί του θέματος συνεχίζεται με ενδιαφέρον δια την εξεύρεσιν λύσεως. Αι σχετικαί αποφάσεις αναμένονται εντός των προσεχών ημερών, ως ανεκοινώθη χθες. Αθήναι, 3. — Κατά τας πληροφορίας του υπουργείου και των αρμοδίων υπηρεσιών, η συζήτησις επί του θέματος συνεχίζεται με ενδιαφέρον δια την εξεύρεσιν λύσεως. Αι σχετικαί αποφάσεις αναμένονται εντός των προσεχών ημερών, ως ανεκοινώθη χθες. Αθήναι, 3. — Κατά τας πληροφορίας του υπουργείου και των αρμοδίων υπηρεσιών, η συζήτησις επί του θέματος συνεχίζεται με ενδιαφέρον δια την εξεύρεσιν λύσεως. Αι σχετικαί αποφάσεις αναμένονται εντός των προσεχών ημερών, ως ανεκοινώθη χθες. [1067,492,1337,1003]
price-cell: 252,50—257,00 [485,751,532,758]
headline: ΠΡΩΗΝ ΔΙΑΚΟΝΟΣ ΚΑΤΕΔΙΚΑΣΘΗ ΔΙΑ ΒΙΑΣΜΟΝ [331,1435,524,1459]
article-body: Αθήναι, 3. — Κατά τας πληροφορίας του υπουργείου και των αρμοδίων υπηρεσιών, η συζήτησις επί του θέματος συνεχίζεται με ενδιαφέρον δια την εξεύρεσιν λύσεως. Αι σχετικαί αποφάσεις αναμένονται εντός των προσεχών ημερών, ως ανεκοινώθη χθες. Αθήναι, 3. — Κατά τας πληροφορίας του υπουργείου και των αρμοδίων υπηρεσιών, η συζήτησις επί του θέματος συνεχίζεται με ενδιαφέρον δια την εξεύρεσιν λύσεως. Αι σχετικαί αποφάσεις αναμένονται εντός των προσεχών ημερών, ως ανεκοινώθη χθες. Αθήναι, 3. — Κατά τας πληροφορίας του υπουργείου και των αρμοδίων υπηρεσιών, η συζήτησις επί το υ θέματος συνεχίζεται με ενδιαφέρον δια την εξεύρεσιν λύσεως. Αι σχετικαί αποφάσεις αναμένονται εντός των προσεχών ημερών, ως ανεκοινώθη χθες. Αθήναι, 3. — Κατά τας πληροφορίας του υπουργείου και των αρμοδίων υπηρεσιών, η συζήτησις επί του θέματος συνεχίζεται με ενδιαφέρον δια την εξεύρεσιν λύσεως. Αι σχετικαί αποφάσεις αναμένονται εντός των προσεχών ημερών, ως ανεκοινώθη χθες. [322,477,534,605]
article [821,737,1056,904]
divider [322,841,534,842]
article [322,2085,534,2197]
article [10,1016,311,1208]
article [322,1437,534,1590]
subheading: ΤΟΥΡΚΟΙ ΒΙΟΜΗΧΑΝΟΙ ΕΙΣ ΤΗΝ ΦΙΛΑΝΔΙΑΝ [1110,1974,1294,1983]
city-cell: Λονδίνον [323,730,352,737]
article [10,241,311,780]
subheading: ΕΦΟΝΕΥΘΗ ΔΟΚΙΜΟΣ [631,1616,723,1626]
headline: Η ΕΠΙΤΡΟΠΗ ΤΩΝ ΠΑΡΑΜΕΘΟΡΙΩΝ ΕΞΗΤΑΣΕ ΤΟ ΘΕΜΑ ΤΟΥ ΗΛΕΚΤΡΟΦΩΤΙΣΜΟΥ ΧΩΡΙΩΝ ΚΑΙ ΤΟ ΠΡΟΓΡΑΜΜΑ ΕΚΤΕΛΕΣΕΩΣ ΕΡΓΩΝ [13,240,308,305]
headline: ΜΙΚΡΑΙ ΕΙΔΗΣΕΙΣ ΑΠΟ ΤΑΣ ΕΠΑΡΧΙΑΣ ΒΟΡ. ΕΛΛΑΔΟΣ [17,2227,304,2255]
divider [821,456,1056,457]
article-body: Αθήναι, 3. — Κατά τας πληροφορίας του υπουργείου και των αρμοδίων υπηρεσιών, η συζήτησις επί του θέματος συνεχίζεται με ενδιαφέρον δια την εξεύρεσιν λύσεως. Αι σχετικαί αποφάσεις αναμένονται εντός των προσεχών ημερών, ως ανεκοινώθη χθες. Αθήναι, 3. — Κατά τας πληροφορίας του υπουργείου και των αρμοδίων υπηρεσιών, η συζήτησις επί του θέματος συνεχίζεται με ενδιαφέρον δια την εξεύρεσιν λύσεως. Αι σχετικαί αποφάσεις αναμένονται εντός των προσεχών ημερών, ως ανεκοινώθη χθες. Αθήναι, 3. — Κατά τας πληροφορίας του υπουργείου και των αρμοδίων υπηρεσιών, η συζήτησις επί το υ θέματος συνεχίζεται με ενδιαφέρον δια την εξεύρεσιν λύσεως. Αι σχετικαί αποφάσεις αναμένονται εντός των προσεχών ημερών, ως ανεκοινώθη χθες. Αθήναι, 3. — Κατά τας πληροφορίας του υπουργείου και των αρμοδίων υπηρεσιών, η συζήτησις επί του θέματος συνεχίζεται με ενδιαφέρον δια την εξεύρεσιν λύσεως. Αι σχετικαί αποφάσεις αναμένονται εντός των προσεχών ημερών, ως ανεκοινώθη χθες. [821,1881,1056,1995]
divider [322,1917,534,1918]
city-cell: Μελβούρνη [323,751,358,758]
headline: ΒΕΛΓΙΚΗ ΕΤΑΙΡΙΑ, ΠΑΡΑ ΤΑΣ ΔΙΑΜΑΡΤΥΡΙΑΣ ΠΡΟΜΗΘΕΥΕΙ ΜΕ ΟΠΛΑ ΤΗΝ ΝΟΤ. ΑΦΡΙΚΗΝ [1070,1540,1334,1580]
divider [322,2204,534,2205]
divider [10,1426,311,1427]
article [821,1064,1056,1232]
article [10,2017,311,2218]
article [545,1809,810,2051]
headline: ΠΤΩΜΟΤΗΣ ΤΩΝ ΣΕΚ ΚΙΝΟΥΜΕΝΗ ΠΡΟΣ ΤΗΝ ΕΙΔΟΜΕΝΗΝ ΚΑΤΕΣΤΡΕΨΕΝ ΟΛΟΣΧΕΡΩΣ ΚΑΡΡΟΝ ΕΠΙ ΔΙΑΒΑΣΕΩΣ [548,967,807,1007]
city-cell: Βρυξέλλαι [323,758,355,766]
article-body: Αθήναι, 3. — Κατά τας πληροφορίας του υπουργείου και των αρμοδίων υπηρεσιών, η συζήτησις επί του θέματος συνεχίζεται με ενδιαφέρον δια την εξεύρεσιν λύσεως. Αι σχετικαί αποφάσεις αναμένονται εντός των προσεχών ημερών, ως ανεκοινώθη χθες. Αθήναι, 3. — Κατά τας πληροφορίας του υπουργείου και των αρμοδίων υπηρεσιών, η συζήτησις επί του θέματος συνεχίζεται με ενδιαφέρον δια την εξεύρεσιν λύσεως. Αι σχετικαί αποφάσεις αναμένονται εντός των προσεχών ημερών, ως ανεκοινώθη χθες. Αθήναι, 3. — Κατά τας πληροφορίας του υπουργείου και των αρμοδίων υπηρεσιών, η συζήτησις επί του θέματος συνεχίζεται με ενδιαφέρον δια την εξεύρεσιν λύσεως. Αι σχετικαί αποφάσεις αναμένονται εντός των προσεχών ημερών, ως ανεκοινώθη χθες. Αθήναι, 3. — Κατά τας πληροφορίας του υπουργείου και των αρμοδίων υπηρεσιών, η συζήτησις επί του θέματος συνεχίζεται με ενδιαφέρον δια την εξεύρεσιν λύσεως. Αι σχετικαί αποφάσεις αναμένονται εντός των προσεχών ημερών, ως ανεκοινώθη χθες. Αθήναι, 3. — Κατά τας πληροφορίας του υπουργείου και των αρμοδίων υπηρεσιών, η συζήτησις επί του θέματος συνεχίζεται με ενδιαφέρον δια την εξεύρεσιν λύσεως. Αι σχετικαί αποφάσεις αναμένονται εντός των προσεχών ημερών, ως ανεκοινώθη χθες. Αθήναι, 3. — Κατά τας πληροφορίας του υπουργείου και των αρμοδίων υπηρεσιών, η συζήτησις επί το υ θέματος συνεχίζεται με ενδιαφέρον δια την εξεύρεσιν λύσεως. Αι σχετικαί αποφάσεις αναμένονται εντός των προσεχών ημερών, ως ανεκοινώθη χθες. Αθήναι, 3. — Κατά τας πληροφορίας του υπουργείου και των αρμοδίων υπηρεσιών, η συζήτησις επί του θέματος συνεχίζεται με ενδιαφέρον δια την εξεύρεσιν λύσεως. Αι σχετικαί αποφάσεις αναμένονται εντός των προσεχών ημερών, ως ανεκοινώθη χθες. Αθήναι, 3. — Κατά τας πληροφορίας του υπουργείου και των αρμοδίων υπηρεσιών, η συζήτησις επί του θέματος συνεχίζεται με ενδιαφέρον δια την εξεύρεσιν λύσεως. Αι σχετικαί αποφάσεις αναμένονται εντός των προσεχών ημερών, ως ανεκοινώθη χθες. Αθήναι, 3. — Κατά τας πληροφορίας του υπουργείου και των αρμοδίων υπηρεσιών, η συζήτησις επί του θέματος συνεχίζεται με ενδιαφέρον δια την εξεύρεσιν λύσεως. Αι σχετικαί αποφάσεις αναμένονται εντός των προσεχών ημερών, ως ανεκοινώθη χθες. [545,2116,810,2325]
article-body: Αθήναι, 3. — Κατά τας πληροφορίας του υπουργείου και των αρμοδίων υπηρεσιών, η συζήτησις επί του θέματος συνεχίζεται με ενδιαφέρον δια την εξεύρεσιν λύσεως. Αι σχετικαί αποφάσεις αναμένονται εντός των προσεχών ημερών, ως ανεκοινώθη χθες. Αθήναι, 3. — Κατά τας πληροφορίας του υπουργείου και των αρμοδίων υπηρεσιών, η συζήτησις επί του θέματος συνεχίζεται με ενδιαφέρον δια την εξεύρεσιν λύσεως. Αι σχετικαί αποφάσεις αναμένονται εντός των προσεχών ημερών, ως ανεκοινώθη χθες. Αθήναι, 3. — Κατά τας πληροφορίας του υπουργείου και των αρμοδίων υπηρεσιών, η συζήτησις επί του θέματος συνεχίζεται με ενδιαφέρον δια την εξεύρεσιν λύσεως. Αι σχετικαί αποφάσεις αναμένονται εντός των προσεχών ημερών, ως ανεκοινώθη χθες. Αθήναι, 3. — Κατά τας πληροφορίας του υπουργείου και των αρμοδίων υπηρεσιών, η συζήτησις επί του θέματος συνεχίζεται με ενδιαφέρον δια την εξεύρεσιν λύσεως. Αι σχετικαί αποφάσεις αναμένονται εντός των προσεχών ημερών, ως ανεκοινώθη χθες. Αθήναι, 3. — Κατά τας πληροφορίας του υπουργείο υ και των αρμοδίων υπηρεσιών, η συζήτησις επί του θέματος συνεχίζεται με ενδιαφέρον δια την εξεύρεσιν λύσεως. Αι σχετικαί αποφάσεις αναμένονται εντός των προσεχών ημερών, ως ανεκοινώθη χθες. Αθήναι, 3. — Κατά τας πληροφορίας του υπουργείου και των αρμοδίων υπηρεσιών, η συζήτησις επί του θέματος συνεχίζεται με ενδιαφέρον δια την εξεύρεσιν λύσεως. Αι σχετικαί αποφάσεις αναμένονται εντός των προσεχών ημερών, ως ανεκοινώθη χθες. Αθήναι, 3. — Κατά τας πληροφορίας του υπουργείου και των αρμοδίων υπηρεσιών, η συζήτησις επί του θέματος συνεχίζεται με ενδιαφέρον δια την εξεύρεσιν λύσεως. Αι σχετικαί αποφάσεις αναμένονται εντός των προσεχών ημερών, ως ανεκοινώθη χθες. [322,1045,534,1262]
article-body: Αθήναι, 3. — Κατά τας πληροφορίας του υπουργείου και των αρμοδίων υπηρεσιών, η συζήτησις επί του θέματος συνεχίζεται με ενδιαφέρον δια την εξεύρεσιν λύσεως. Αι σχετικαί αποφάσεις αναμένονται εντός των προσεχών ημερών, ως ανεκοινώθη χθες. Αθήναι, 3. — Κατά τας πληροφορίας του υπουργείου και των αρμοδίων υπηρεσιών, η συζήτησις επί του θέματος συνεχίζεται με ενδιαφέρον δια την εξεύρεσιν λύσεως. Αι σχετικαί αποφάσεις αναμένονται εντός των προσεχών ημερών, ως ανεκοινώθη χθες. Αθήναι, 3. — Κατά τας πληροφορίας του υπουργείου και των αρμοδίων υπηρεσιών, η συζήτησις επί του θέματος συνεχίζεται με ενδιαφέρον δια την εξεύρεσιν λύσεως. Αι σχετικαί αποφάσεις αναμένονται εντός των προσεχών ημερών, ως ανεκοινώθη χθες. Αθήναι, 3. — Κατά τας πληροφορίας του υπουργείου και των αρμοδίων υπηρεσιών, η συζήτησις επί του θέματος συνεχίζεται με ενδιαφέρον δια την εξεύρεσιν λύσεως. Αι σχετικαί αποφάσεις αναμένονται εντός των προσεχών ημερών, ως ανεκοινώθη χθες. Αθήναι, 3. — Κατά τας πληροφορίας του υπουργείου και των αρμοδίων υπηρεσιών, η συζήτησις επί του θέματος συνεχίζεται με ενδιαφέρον δια την εξεύρεσιν λύσεως. Αι σχετικαί αποφάσεις αναμένονται εντός των προσεχών ημερών, ως ανεκοινώθη χθες. Αθήναι, 3. — Κατά τας πληροφορίας του υπουργείου και των αρμοδίων υπηρεσιών, η συζήτησις επί το ΣΥΛΛΗΨΙΣ ΕΚΑΤΟΜΜΥΡΙΟΥΧΟΥ ΤΑΡΑΞΟΠΟΙΟΥ υ θέματος συνεχίζεται με ενδιαφέρον δια την εξεύρεσιν λύσεως. Αι σχετικαί αποφάσεις αναμένονται εντός των προσεχών ημερών, ως ανεκοινώθη χθες. Αθήναι, 3. — Κατά τας πληροφορίας του υπουργείου και των αρμοδίων υπηρεσιών, η συζήτησις επί του θέματος συνεχίζεται με ενδιαφέρον δια την εξεύρεσιν λύσεως. Αι σχετικαί αποφάσεις αναμένονται εντός των προσεχών ημερών, ως ανεκοινώθη χθες. Αθήναι, 3. — Κατά τας πληροφορίας του υπουργείου και των αρμοδίων υπηρεσιών, η συζήτησις επί του θέματος συνεχίζεται με ενδιαφέρον δια την εξεύρεσιν λύσεως. Αι σχετικαί αποφάσεις αναμένονται εντός των προσεχών ημερών, ως ανεκοινώθη χθες. Αθήναι, 3. — Κατά τας πληροφορίας του υπουργείου και των αρμοδίων υπηρεσιών, η συζήτησις επί του θέματος συνεχίζεται με ενδιαφέρον δια την εξεύρεσιν λύσεως. Αι σχετικαί αποφάσεις αναμένονται εντός των προσεχών ημερών, ως ανεκοινώθη χθες. [1067,1308,1337,1530]
price-cell: 256,00—258,50 [485,758,532,766]
price-cell: 254,00—260,00 [485,730,532,737]
article [821,609,1056,726]
table-row [322,744,534,752]
city-cell: Μιλάνον [323,765,350,773]
divider [545,1115,810,1116]
divider [10,2225,311,2226]
headline: ΒΟΛΗ ΠΥΡΟΒΟΛΙΚΟΥ [366,2206,489,2219]
subheading: Η ΜΕΙΩΣΙΣ ΤΩΝ ΤΟΚΩΝ [1153,278,1251,287]
article-body: Αθήναι, 3. — Κατά τας πληροφορίας του υπουργείου και των αρμοδίων υπηρεσιών, η συζήτησις επί του θέματος συνεχίζεται με ενδιαφέρον δια την εξεύρεσιν λύσεως. Αι σχετικαί αποφάσεις αναμένονται εντός των προσεχών ημερών, ως ανεκοινώθη χθες. Αθήναι, 3. — Κατά τας πληροφορίας του υπουργείου και των αρμοδίων υπηρεσιών, η συζήτησις επί του θέματος συνεχίζεται με ενδιαφέρον δια την εξεύρεσιν λύσεως. Αι σχετικαί αποφάσεις αναμένονται εντός των προσεχών ημερών, ως ανεκοινώθη χθες. Αθήναι, 3. — Κατά τας πληροφορίας του υπουργείου και των αρμοδίων υπηρεσιών, η συζήτησις επί του θέματος συνεχίζεται με ενδιαφέρον δια την εξεύρεσιν λύσεως. Αι σχετικαί αποφάσεις αναμένονται εντός των προσεχών ημερών, ως ανεκοινώθη χθες. Αθήναι, 3. — Κατά τας πληροφορίας του υπουργείου και των αρμοδίων υπηρεσιών, η συζήτησις επί του θέματος συνεχίζεται με ενδιαφέρον δια την εξεύρεσιν λύσεως. Αι σχετικαί αποφάσεις αναμένονται εντός των προσεχών ημερών, ως ανεκοινώθη χθες. Αθήναι, 3. — Κατά τας πληροφορίας του υπουργείο υ και των αρμοδίων υπηρεσιών, η συζήτησις επί του θέματος συνεχίζεται με ενδιαφέρον δια την εξεύρεσιν λύσεως. Αι σχετικαί αποφάσεις αναμένονται εντός των προσεχών ημερών, ως ανεκοινώθη χθες. Αθήναι, 3. — Κατά τας πληροφορίας του υπουργείου και των αρμοδίων υπηρεσιών, η συζήτησις επί του θέματος συνεχίζεται με ενδιαφέρον δια την εξεύρεσιν λύσεως. Αι σχετικαί αποφάσεις αναμένονται εντός των προσεχών ημερών, ως ανεκοινώθη χθες. Αθήναι, 3. — Κατά τας πληροφορίας του υπουργείου και των αρμοδίων υπηρεσιών, η συζήτησις επί του θέματος συνεχίζεται με ενδιαφέρον δια την εξεύρεσιν λύσεως. Αι σχετικαί αποφάσεις αναμένονται εντός των προσεχών ημερών, ως ανεκοινώθη χθες. [821,39,1056,226]
article-body: Αθήναι, 3. — Κατά τας πληροφορίας του υπουργείου και των αρμοδίων υπηρεσιών, η συζήτησις επί του θέματος συνεχίζεται με ενδιαφέρον δια την εξεύρεσιν λύσεως. Αι σχετικαί αποφάσεις αναμένονται εντός των προσεχών ημερών, ως ανεκοινώθη χθες. Αθήναι, 3. — Κατά τας πληροφορίας του υπουργείου και των αρμοδίων υπηρεσιών, η συζήτησις επί του θέματος συνεχίζεται με ενδιαφέρον δια την εξεύρεσιν λύσεως. Αι σχετικαί αποφάσεις αναμένονται εντός των προσεχών ημερών, ως ανεκοινώθη χθες. Αθήναι, 3. — Κατά τας πληροφορίας του υπουργείου και των αρμοδίων υπηρεσιών, η συζήτησις επί του θέματος συνεχίζεται με ενδιαφέρον δια την εξεύρεσιν λύσεως. Αι σχετικαί αποφάσεις αναμένονται εντός των προσεχών ημερών, ως ανεκοινώθη χθες. Αθήναι, 3. — Κατά τας πληροφορίας του υπουργείου και των αρμοδίων υπηρεσιών, η συζήτησις επί του θέματος συνεχίζεται με ενδιαφέρον δια την εξεύρεσιν λύσεως. Αι σχετικαί αποφάσεις αναμένονται εντός των προσεχών ημερών, ως ανεκοινώθη χθες. Αθήναι, 3. — Κατά τας πληροφορίας του υπουργείου και των αρμοδίων υπηρεσιών, η συζήτησις επί του θέματος συνεχίζεται με ενδιαφέρον δια την εξεύρεσιν λύσεως. Αι σχετικαί αποφάσεις αναμένονται εντός των προσεχών ημερών, ως ανεκοινώθη χθες. Αθήναι, 3. — Κατά τας πληροφορίας του υπουργείου και των αρμοδίων υπηρεσιών, η συζήτησις επί του θέματος συνεχίζεται με ενδιαφέρον δια την εξεύρεσιν λύσεως. Αι σχετικαί αποφάσεις αναμένονται εντός των προσεχών ημερών, ως ανεκοινώθη χθες. Αθήναι, 3. — Κατά τας πληροφορίας του υπουργείου και των αρμοδίων υπηρεσιών, η συζήτησις επί του θέματος συνεχίζεται με ενδιαφέρον δια την εξεύρεσιν λύσεως. Αι σχετικαί αποφάσεις αναμένονται εντός των προσεχών ημερών, ως ανεκοινώθη χθες. Αθήναι, 3. — Κατά τας πληροφορίας του υπουργείου και των αρμοδίων υπηρεσιών, η συζήτησις επί του θέματος συνεχίζεται με ενδιαφέρον δια την εξεύρεσιν λύσεως. Αι σχετικαί αποφάσεις αναμένονται εντός των προσεχών ημερών, ως ανεκοινώθη χθες. [545,1863,810,2051]
divider [1067,422,1337,423]
article-body: Αθήναι, 3. — Κατά τας πληροφορίας του υπουργείου και των αρμοδίων υπηρεσιών, η συζήτησις επί του θέματος συνεχίζεται με ενδιαφέρον δια την εξεύρεσιν λύσεως. Αι σχετικαί αποφάσεις αναμένονται εντός των προσεχών ημερών, ως ανεκοινώθη χθες. Αθήναι, 3. — Κατά τας πληροφορίας του υπουργείου και των αρμοδίων υπηρεσιών, η συζήτησις επί του θέματος συνεχίζεται με ενδιαφέρον δια την εξεύρεσιν λύσεως. Αι σχετικαί αποφάσεις αναμένονται εντός των προσεχών ημερών, ως ανεκοινώθη χθες. Αθήναι, 3. — Κατά τας πληροφορίας του υπουργείου και των αρμοδίων υπηρεσιών, η συζήτησις επί το υ θέματος συνεχίζεται με ενδιαφέρον δια την εξεύρεσιν λύσεως. Αι σχετικαί αποφάσεις αναμένονται εντός των προσεχών ημερών, ως ανεκοινώθη χθες. Αθήναι, 3. — Κατά τας πληροφορίας του υπουργείου και των αρμοδίων υπηρεσιών, η συζήτησις επί του θέματος συνεχίζεται με ενδιαφέρον δια την εξεύρεσιν λύσεως. Αι σχετικαί αποφάσεις αναμένονται εντός των προσεχών ημερών, ως ανεκοινώθη χθες. [322,1461,534,1589]
headline: 15 ΦΟΡΤΗΓΑ ΠΛΟΙΑ ΘΑ ΕΓΚΑΤΑΛΕΙΦΟΥΝ ΤΗΝ ΚΥΑΝΟΛΕΥΚΟΝ [829,735,1047,758]
headline: Ο ΓΕΡΜΑΝΙΚΟΣ ΟΡΓΑΝΙΣΜΟΣ ΑΝΑΠΤΥΞΕΩΣ ΕΓΝΩΣΤΟΠΟΙΗΣΕΝ ΥΠΟ ΠΟΙΟΥΣ ΟΡΟΥΣ ΘΑ ΣΥΜΜΕΤΑΣΧΗ ΕΙΣ ΤΑΣ ΕΠΙΧΕΙΡΗΣΕΙΣ [551,1807,803,1861]
headline: ΟΙ ΒΙΟΜΗΧΑΝΟΙ ΖΗΤΟΥΝ ΝΑ ΑΠΟΚΛΕΙΣΘΗ Η ΔΥΝΑΤΟΤΗΣ ΑΣΚΗΣΕΩΣ ΕΜΠΟΡΙΑΣ ΚΑΙ ΕΞΑΓΩΓΗΣ ΤΩΝ ΠΡΟΪΟΝΤΩΝ ΥΠΟ ΤΟΥ ΟΡΓΑΝΙΣΜΟΥ ΑΝΑΠΤΥΞΕΩΣ ΤΩΝ ΕΞΑΓΩΓΩΝ [545,7,810,92]
article [545,7,810,723]
divider [545,730,810,731]
divider [821,605,1056,606]
headline: Η ΚΙΝΗΣΙΣ ΤΩΝ ΚΟΙΝΟΤΙΚΩΝ ΚΑΙ ΑΓΡΟΤΙΚΩΝ ΙΑΤΡΕΙΩΝ [50,2015,271,2043]
article-body: Αθήναι, 3. — Κατά τας πληροφορίας του υπουργείου και των αρμοδίων υπηρεσιών, η συζήτησις επί του θέματος συνεχίζεται με ενδιαφέρον δια την εξεύρεσιν λύσεως. Αι σχετικαί αποφάσεις αναμένονται εντός των προσεχών ημερών, ως ανεκοινώθη χθες. Αθήναι, 3. — Κατά τας πληροφορίας του υπουργείου και των αρμοδίων υπηρεσιών, η συζήτησις επί του θέματος συνεχίζεται με ενδιαφέρον δια την εξεύρεσιν λύσεως. Αι σχετικαί αποφάσεις αναμένονται εντός των προσεχών ημερών, ως ανεκοινώθη χθες. Αθήναι, 3. — Κατά τας πληροφορίας του υπουργείου και των αρμοδίων υπηρεσιών, η συζήτησις επί το υ θέματος συνεχίζεται με ενδιαφέρον δια την εξεύρεσιν λύσεως. Αι σχετικαί αποφάσεις αναμένονται εντός των προσεχών ημερών, ως ανεκοινώθη χθες. Αθήναι, 3. — Κατά τας πληροφορίας του υπουργείου και των αρμοδίων υπηρεσιών, η συζήτησις επί του θέματος συνεχίζεται με ενδιαφέρον δια την εξεύρεσιν λύσεως. Αι σχετικαί αποφάσεις αναμένονται εντός των προσεχών ημερών, ως ανεκοινώθη χθες. [821,1490,1056,1604]
headline: ΟΙ ΕΡΓΑΤΙΚΟΙ ΑΝΑΛΑΜΒΑΝΟΝΤΕΣ ΤΗΝ ΕΞΟΥΣΙΑΝ ΘΑ ΒΕΛΤΙΩΣΟΥΝ ΣΗΜΑΝΤΙΚΩΣ ΤΑΣ ΣΥΝΤΑΞΕΙΣ ΚΑΙ ΘΑ ΔΙΕΥΡΥΝΟΥΝ ΤΑΣ ΚΟΙΝΩΝΙΚΑΣ ΑΣΦΑΛΙΣΕΙΣ [1067,7,1337,79]
article-body: Αθήναι, 3. — Κατά τας πληροφορίας του υπουργείου και των αρμοδίων υπηρεσιών, η συζήτησις επί του θέματος συνεχίζεται με ενδιαφέρον δια την εξεύρεσιν λύσεως. Αι σχετικαί αποφάσεις αναμένονται εντός των προσεχών ημερών, ως ανεκοινώθη χθες. Αθήναι, 3. — Κατά τας πληροφορίας του υπουργείου και των αρμοδίων υπηρεσιών, η συζήτησις επί του θέματος συνεχίζεται με ενδιαφέρον δια την εξεύρεσιν λύσεως. Αι σχετικαί αποφάσεις αναμένονται εντός των προσεχών ημερών, ως ανεκοινώθη χθες. Αθήναι, 3. — Κατά τας πληροφορίας του υπουργείου και των αρμοδίων υπηρεσιών, η συζήτησις επί το υ θέματος συνεχίζεται με ενδιαφέρον δια την εξεύρεσιν λύσεως. Αι σχετικαί αποφάσεις αναμένονται εντός των προσεχών ημερών, ως ανεκοινώθη χθες. Αθήναι, 3. — Κατά τας πληροφορίας του υπουργείου και των αρμοδίων υπηρεσιών, η συζήτησις επί του θέματος συνεχίζεται με ενδιαφέρον δια την εξεύρεσιν λύσεως. Αι σχετικαί αποφάσεις αναμένονται εντός των προσεχών ημερών, ως ανεκοινώθη χθες. [322,870,534,998]
headline: ΜΕ ΕΠΙΣΗΜΟΤΗΤΑ ΗΡΧΙΣΑΝ ΕΙΣ ΤΑΣ ΑΘΗΝΑΣ ΑΙ ΕΡΓΑΣΙΑΙ ΤΟΥ 4ΟΥ ΣΥΝΕΔΡΙΟΥ ΤΟΥ ΕΥΡΩΠΑ-Ι-ΚΟΥ ΟΙΚΟΝΟΜΙΚΟΥ ΤΥΠΟΥ [556,2060,799,2114]
headline: ΜΕΤΑΞΥ 173-182 ΔΟΛΛΑΡΙΩΝ ΚΑΘΩΡΙΣΘΗΣΑΝ ΑΙ ΚΑΤΑ ΤΟΝ. ΕΞΑΓΩΓΙΚΑΙ ΤΙΜΑΙ ΚΟΛΟΦΩΝΙΟΥ [17,1014,304,1055]
divider [322,449,534,450]
article-body: Αθήναι, 3. — Κατά τας πληροφορίας του υπουργείου και των αρμοδίων υπηρεσιών, η συζήτησις επί του θέματος συνεχίζεται με ενδιαφέρον δια την εξεύρεσιν λύσεως. Αι σχετικαί αποφάσεις αναμένονται εντός των προσεχών ημερών, ως ανεκοινώθη χθες. Αθήναι, 3. — Κατά τας πληροφορίας του υπουργείου και των αρμοδίων υπηρεσιών, η συζήτησις επί του θέματος συνεχίζεται με ενδιαφέρον δια την εξεύρεσιν λύσεως. Αι σχετικαί αποφάσεις αναμένονται εντός των προσεχών ημερών, ως ανεκοινώθη χθες. Αθήναι, 3. — Κατά τας πληροφορίας του υπουργείου και των αρμοδίων υπηρεσιών, η συζήτησις επί του θέματος συνεχίζεται με ενδιαφέρον δια την εξεύρεσιν λύσεως. Αι σχετικαί αποφάσεις αναμένονται εντός των προσεχών ημερών, ως ανεκοινώθη χθες. [821,1639,1056,1731]
article-body: Αθήναι, 3. — Κατά τας πληροφορίας του υπουργείου και των αρμοδίων υπηρεσιών, η συζήτησις επί του θέματος συνεχίζεται με ενδιαφέρον δια την εξεύρεσιν λύσεως. Αι σχετικαί αποφάσεις αναμένονται εντός των προσεχών ημερών, ως ανεκοινώθη χθες. Αθήναι, 3. — Κατά τας πληροφορίας του υπουργείου και των αρμοδίων υπηρεσιών, η συζήτησις επί του θέματος συνεχίζεται με ενδιαφέρον δια την εξεύρεσιν λύσεως. Αι σχετικαί αποφάσεις αναμένονται εντός των προσεχών ημερών, ως ανεκοινώθη χθες. Αθήναι, 3. — Κατά τας πληροφορίας του υπουργείου και των αρμοδίων υπηρεσιών, η συζήτησις επί του θέματος συνεχίζεται με ενδιαφέρον δια την εξεύρεσιν λύσεως. Αι σχετικαί αποφάσεις αναμένονται εντός των προσεχών ημερών, ως ανεκοινώθη χθες. Αθήναι, 3. — Κατά τας πληροφορίας του υπουργείου και των αρμοδίων υπηρεσιών, η συζήτησις επί του θέματος συνεχίζεται με ενδιαφέρον δια την εξεύρεσιν λύσεως. Αι σχετικαί αποφάσεις αναμένονται εντός των προσεχών ημερών, ως ανεκοινώθη χθες. Αθήναι, 3. — Κατά τας πληροφορίας του υπουργείο υ και των αρμοδίων υπηρεσιών, η συζήτησις επί του θέματος συνεχίζεται με ενδιαφέρον δια την εξεύρεσιν λύσεως. Αι σχετικαί αποφάσεις αναμένονται εντός των προσεχών ημερών, ως ανεκοινώθη χθες. Αθήναι, 3. — Κατά τας πληροφορίας του υπουργείου και των αρμοδίων υπηρεσιών, η συζήτησις επί του θέματος συνεχίζεται με ενδιαφέρον δια την εξεύρεσιν λύσεως. Αι σχετικαί αποφάσεις αναμένονται εντός των προσεχών ημερών, ως ανεκοινώθη χθες. Αθήναι, 3. — Κατά τας πληροφορίας του υπουργείου και των αρμοδίων υπηρεσιών, η συζήτησις επί του θέματος συνεχίζεται με ενδιαφέρον δια την εξεύρεσιν λύσεως. Αι σχετικαί αποφάσεις αναμένονται εντός των προσεχών ημερών, ως ανεκοινώθη χθες. [10,79,311,230]
article [821,237,1056,450]
column-5 [1062,5,1342,2067]
article [545,2336,810,2565]
headline: ΗΡΧΙΣΑΝ ΕΠΑΦΑΙ ΠΡΟΣ ΑΠΟΚΑΤΑΣΤΑΣΙΝ ΤΩΝ ΣΧΕΣΕΩΝ ΜΕΤΑΞΥ ΙΟΡΔΑΝΙΑΣ ΚΑΙ ΗΝΩΜ. ΑΡΑΒΙΚΗΣ ΔΗΜΟΚΡΑΤΙΑΣ [1094,1013,1309,1066]
article [322,1921,534,2074]
headline: ΔΙΑΚΟΠΑΙ ΤΗΝ ΔΟΚΙΜΑΣΤΙΚΗΝ ΛΕΙΤΟΥΡΓΙΑΝ ΤΩΝ Ε ΕΡΓΟΣΤΑΣΙΑ ΣΑΚΧΑΡΕΩΣ ΠΛΑΤΕΟΣ ΚΑΙ ΣΕΡΡΩΝ [43,790,278,830]
divider [545,964,810,965]
headline: Ο ΑΜΕΡΙΚΑΝΟΣ ΥΦΥΠΟΥΡΓΟΣ ΕΜΠΟΡΙΟΥ ΕΙΣ ΑΘΗΝΑΣ [852,608,1025,632]
divider [322,1731,534,1732]
headline: ΤΡΕΙΣ ΚΟΡΑΣΙΔΕΣ ΕΞΗΦΑΝΙΣΘΗΣΑΝ ΕΙΣ ΤΑΣ ΑΘΗΝΑΣ [824,1465,1052,1488]
article-body: Αθήναι, 3. — Κατά τας πληροφορίας του υπουργείου και των αρμοδίων υπηρεσιών, η συζήτησις επί του θέματος συνεχίζεται με ενδιαφέρον δια την εξεύρεσιν λύσεως. Αι σχετικαί αποφάσεις αναμένονται εντός των προσεχών ημερών, ως ανεκοινώθη χθες. Αθήναι, 3. — Κατά τας πληροφορίας του υπουργείου και των αρμοδίων υπηρεσιών, η συζήτησις επί του θέματος συνεχίζεται με ενδιαφέρον δια την εξεύρεσιν λύσεως. Αι σχετικαί αποφάσεις αναμένονται εντός των προσεχών ημερών, ως ανεκοινώθη χθες. Αθήναι, 3. — Κατά τας πληροφορίας του υπουργείου και των αρμοδίων υπηρεσιών, η συζήτησις επί το υ θέματος συνεχίζεται με ενδιαφέρον δια την εξεύρεσιν λύσεως. Αι σχετικαί αποφάσεις αναμένονται εντός των προσεχών ημερών, ως ανεκοινώθη χθες. Αθήναι, 3. — Κατά τας πληροφορίας του υπουργείου και των αρμοδίων υπηρεσιών, η συζήτησις επί του θέματος συνεχίζεται με ενδιαφέρον δια την εξεύρεσιν λύσεως. Αι σχετικαί αποφάσεις αναμένονται εντός των προσεχών ημερών, ως ανεκοινώθη χθες. [821,485,1056,599]
headline: Η ΑΠΟΔΡΑΣΙΣ ΤΟΥ ΒΟΥΛΕΥΤΟΥ ΕΡΑΤΑΜΑΝ ΠΡΟΚΑΛΕΣΕΝ ΕΝΔΟΚΥΒΕΡΝΗΤΙΚΗΝ ΚΡΙΣΙΝ [1097,1802,1307,1842]
headline: Ο ΜΑΝΟΣ ΧΑΤΖΗΔΑΚΙΣ ΚΑΤΕΔΙΚΑΣΘΗ ΕΡΗΜΗΝ ΔΙ' ΕΞΥΒΡΙΣΙΝ ΤΟΥ ΣΩΜΑΤΕΙΟΥ ΤΩΝ ΗΘΟΠΟΙΩΝ [550,2335,805,2376]
headline: ΑΡΕΤΑΘΗ Η ΙΣΧΥΣ ΤΗΣ ΕΛΛΗΝΟ-ΙΣΠΑΝΙΚΗΣ ΕΜΠΟΡΙΚΗΣ ΣΥΜΦΩΝΙΑΣ [322,452,534,476]
divider [10,1012,311,1013]
headline: ΕΠΙΤΡΟΠΗ ΔΙΑΣΦΑΛΙΣΕΩΣ ΤΗΣ ΕΛΕΥΘΕΡΑΣ ΕΚΦΡΑΣΕΩΣ ΤΟΥ Α-Ι-ΚΟΥ ΦΡΟΝΗΜΑΤΟΣ [331,1008,524,1043]
article-body: Αθήναι, 3. — Κατά τας πληροφορίας του υπουργείου και των αρμοδίων υπηρεσιών, η συζήτησις επί του θέματος συνεχίζεται με ενδιαφέρον δια την εξεύρεσιν λύσεως. Αι σχετικαί αποφάσεις αναμένονται εντός των προσεχών ημερών, ως ανεκοινώθη χθες. Αθήναι, 3. — Κατά τας πληροφορίας του υπουργείου και των αρμοδίων υπηρεσιών, η συζήτησις επί του θέματος συνεχίζεται με ενδιαφέρον δια την εξεύρεσιν λύσεως. Αι σχετικαί αποφάσεις αναμένονται εντός των προσεχών ημερών, ως ανεκοινώθη χθες. Αθήναι, 3. — Κατά τας πληροφορίας του υπουργείου και των αρμοδίων υπηρεσιών, η συζήτησις επί του θέματος συνεχίζεται με ενδιαφέρον δια την εξεύρεσιν λύσεως. Αι σχετικαί αποφάσεις αναμένονται εντός των προσεχών ημερών, ως ανεκοινώθη χθες. [322,2098,534,2197]
headline: ΑΙ ΕΞΕΤΑΣΕΙΣ ΤΩΝ ΑΣΚΟΥΜΕΝΩΝ ΔΙΚΗΓΟΡΩΝ [843,459,1034,482]
price-cell: 253,00—257,50 [485,744,532,752]
article-body: Αθήναι, 3. — Κατά τας πληροφορίας του υπουργείου και των αρμοδίων υπηρεσιών, η συζήτησις επί του θέματος συνεχίζεται με ενδιαφέρον δια την εξεύρεσιν λύσεως. Αι σχετικαί αποφάσεις αναμένονται εντός των προσεχών ημερών, ως ανεκοινώθη χθες. Αθήναι, 3. — Κατά τας πληροφορίας του υπουργείου και των αρμοδίων υπηρεσιών, η συζήτησις επί του θέματος συνεχίζεται με ενδιαφέρον δια την εξεύρεσιν λύσεως. Αι σχετικαί αποφάσεις αναμένονται εντός των προσεχών ημερών, ως ανεκοινώθη χθες. Αθήναι, 3. — Κατά τας πληροφορίας του υπουργείου και των αρμοδίων υπηρεσιών, η συζήτησις επί του θέματος συνεχίζεται με ενδιαφέρον δια την εξεύρεσιν λύσεως. Αι σχετικαί αποφάσεις αναμένονται εντός των προσεχών ημερών, ως ανεκοινώθη χθες. Αθήναι, 3. — Κατά τας πληροφορίας του υπουργείου και των αρμοδίων υπηρεσιών, η συζήτησις επί του θέματος συνεχίζεται με ενδιαφέρον δια την εξεύρεσιν λύσεως. Αι σχετικαί αποφάσεις αναμένονται εντός των προσεχών ημερών, ως ανεκοινώθη χθες. Αθήναι, 3. — Κατά τας πληροφορίας του υπουργείου και των αρμοδίων υπηρεσιών, η συζήτησις επί του θέματος συνεχίζεται με ενδιαφέρον δια την εξεύρεσιν λύσεως. Αι σχετικαί αποφάσεις αναμένονται εντός των προσεχών ημερών, ως ανεκοινώθη χθες. Αθήναι, 3. — Κατά τας πληροφορίας του υπουργείου και των αρμοδίων υπηρεσιών, η συζήτησις επί το υ θέματος συνεχίζεται με ενδιαφέρον δια την εξεύρεσιν λύσεως. Αι σχετικαί αποφάσεις αναμένονται εντός των προσεχών ημερών, ως ανεκοινώθη χθες. Αθήναι, 3. — Κατά τας πληροφορίας του υπουργείου και των αρμοδίων υπηρεσιών, η συζήτησις επί του θέματος συνεχίζεται με ενδιαφέρον δια την εξεύρεσιν λύσεως. Αι σχετικαί αποφάσεις αναμένονται εντός των προσεχών ημερών, ως ανεκοινώθη χθες. Αθήναι, 3. — Κατά τας πληροφορίας του υπουργείου και των αρμοδίων υπηρεσιών, η συζήτησις επί του θέματος συνεχίζεται με ενδιαφέρον δια την εξεύρεσιν λύσεως. Αι σχετικαί αποφάσεις αναμένονται εντός των προσεχών ημερών, ως ανεκοινώθη χθες. Αθήναι, 3. — Κατά τας πληροφορίας του υπουργείου και των αρμοδίων υπηρεσιών, η συζήτησις επί του θέματος συνεχίζεται με ενδιαφέρον δια την εξεύρεσιν λύσεως. Αι σχετικαί αποφάσεις αναμένονται εντός των προσεχών ημερών, ως ανεκοινώθη χθες. [545,748,810,957]
headline: ΤΟ «ΕΡΓΑΣΤΗΡΙΟΝ ΚΕΝΤΗΜΑΤΩΝ» [327,2084,528,2096]
article [545,2062,810,2325]
article-body: Αθήναι, 3. — Κατά τας πληροφορίας του υπουργείου και των αρμοδίων υπηρεσιών, η συζήτησις επί του θέματος συνεχίζεται με ενδιαφέρον δια την εξεύρεσιν λύσεως. Αι σχετικαί αποφάσεις αναμένονται εντός των προσεχών ημερών, ως ανεκοινώθη χθες. Αθήναι, 3. — Κατά τας πληροφορίας του υπουργείου και των αρμοδίων υπηρεσιών, η συζήτησις επί του θέματος συνεχίζεται με ενδιαφέρον δια την εξεύρεσιν λύσεως. Αι σχετικαί αποφάσεις αναμένονται εντός των προσεχών ημερών, ως ανεκοινώθη χθες. Αθήναι, 3. — Κατά τας πληροφορίας του υπουργείου και των αρμοδίων υπηρεσιών, η συζήτησις επί το υ θέματος συνεχίζεται με ενδιαφέρον δια την εξεύρεσιν λύσεως. Αι σχετικαί αποφάσεις αναμένονται εντός των προσεχών ημερών, ως ανεκοινώθη χθες. Αθήναι, 3. — Κατά τας πληροφορίας του υπουργείου και των αρμοδίων υπηρεσιών, η συζήτησις επί του θέματος συνεχίζεται με ενδιαφέρον δια την εξεύρεσιν λύσεως. Αι σχετικαί αποφάσεις αναμένονται εντός των προσεχών ημερών, ως ανεκοινώθη χθες. [821,939,1056,1053]
article-body: Αθήναι, 3. — Κατά τας πληροφορίας του υπουργείου και των αρμοδίων υπηρεσιών, η συζήτησις επί του θέματος συνεχίζεται με ενδιαφέρον δια την εξεύρεσιν λύσεως. Αι σχετικαί αποφάσεις αναμένονται εντός των προσεχών ημερών, ως ανεκοινώθη χθες. Αθήναι, 3. — Κατά τας πληροφορίας του υπουργείου και των αρμοδίων υπηρεσιών, η συζήτησις επί του θέματος συνεχίζεται με ενδιαφέρον δια την εξεύρεσιν λύσεως. Αι σχετικαί αποφάσεις αναμένονται εντός των προσεχών ημερών, ως ανεκοινώθη χθες. Αθήναι, 3. — Κατά τας πληροφορίας του υπουργείου και των αρμοδίων υπηρεσιών, η συζήτησις επί του θέματος συνεχίζεται με ενδιαφέρον δια την εξεύρεσιν λύσεως. Αι σχετικαί αποφάσεις αναμένονται εντός των προσεχών ημερών, ως ανεκοινώθη χθες. Αθήναι, 3. — Κατά τας πληροφορίας του υπουργείου και των αρμοδίων υπηρεσιών, η συζήτησις επί του θέματος συνεχίζεται με ενδιαφέρον δια την εξεύρεσιν λύσεως. Αι σχετικαί αποφάσεις αναμένονται εντός των προσεχών ημερών, ως ανεκοινώθη χθες. Αθήναι, 3. — Κατά τας πληροφορίας του υπουργείου και των αρμοδίων υπηρεσιών, η συζήτησις επί του θέματος συνεχίζεται με ενδιαφέρον δια την εξεύρεσιν λύσεως. Αι σχετικαί αποφάσεις αναμένονται εντός των προσεχών ημερών, ως ανεκοινώθη χθες. [322,291,534,442]
divider [821,233,1056,234]
divider [821,1238,1056,1239]
article [1067,1267,1337,1530]
city-cell: Κάιρον [323,744,345,752]
divider [322,1433,534,1434]
headline: ΗΡΧΙΣΑΝ ΑΙ ΖΥΜΩΣΕΙΣ ΔΙΑ ΤΗΝ ΑΝΑΔΕΙΞΙΝ ΤΩΝ ΑΙΡΕΤΩΝ ΕΚΠΑΙΔΕΥΤΙΚΩΝ ΣΥΜΒΟΥΛΩΝ [12,1429,309,1456]
headline: ΟΙ ΕΚΤΑΚΤΟΙ ΥΠΑΛΛΗΛΟΙ ΤΟΥ ΥΠΟΥΡΓΕΙΟΥ ΓΕΩΡΓΙΑΣ [340,1733,515,1758]
article [322,267,534,442]
article-body: Αθήναι, 3. — Κατά τας πληροφορίας του υπουργείου και των αρμοδίων υπηρεσιών, η συζήτησις επί του θέματος συνεχίζεται με ενδιαφέρον δια την εξεύρεσιν λύσεως. Αι σχετικαί αποφάσεις αναμένονται εντός των προσεχών ημερών, ως ανεκοινώθη χθες. Αθήναι, 3. — Κατά τας πληροφορίας του υπουργείου και των αρμοδίων υπηρεσιών, η συζήτησις επί του θέματος συνεχίζεται με ενδιαφέρον δια την εξεύρεσιν λύσεως. Αι σχετικαί αποφάσεις αναμένονται εντός των προσεχών ημερών, ως ανεκοινώθη χθες. Αθήναι, 3. — Κατά τας πληροφορίας του υπουργείου και των αρμοδίων υπηρεσιών, η συζήτησις επί του θέματος συνεχίζεται με ενδιαφέρον δια την εξεύρεσιν λύσεως. Αι σχετικαί αποφάσεις αναμένονται εντός των προσεχών ημερών, ως ανεκοινώθη χθες. Αθήναι, 3. — Κατά τας πληροφορίας του υπουργείου και των αρμοδίων υπηρεσιών, η συζήτησις επί του θέματος συνεχίζεται με ενδιαφέρον δια την εξεύρεσιν λύσεως. Αι σχετικαί αποφάσεις αναμένονται εντός των προσεχών ημερών, ως ανεκοινώθη χθες. Αθήναι, 3. — Κατά τας πληροφορίας του υπουργείου και των αρμοδίων υπηρεσιών, η συζήτησις επί του θέματος συνεχίζεται με ενδιαφέρον δια την εξεύρεσιν λύσεως. Αι σχετικαί αποφάσεις αναμένονται εντός των προσεχών ημερών, ως ανεκοινώθη χθες. Αθήναι, 3. — Κατά τας πληροφορίας του υπουργείου και των αρμοδίων υπηρεσιών, η συζήτησις επί του θέματος συνεχίζεται με ενδιαφέρον δια την εξεύρεσιν λύσεως. Αι σχετικαί αποφάσεις αναμένονται εντός των προσεχών ημερών, ως ανεκοινώθη χθες. Αθήναι, 3. — Κατά τας πληροφορίας του υπουργείου και των αρμοδίων υπηρεσιών, η συζήτησις επί του θέματος συνεχίζεται με ενδιαφέρον δια την εξεύρεσιν λύσεως. Αι σχετικαί αποφάσεις αναμένονται εντός των προσεχών ημερών, ως ανεκοινώθη χθες. Αθήναι, 3. — Κατά τας πληροφορίας του υπουργείου και των αρμοδίων υπηρεσιών, η συζήτησις επί του θέματος συνεχίζεται με ενδιαφέρον δια την εξεύρεσιν λύσεως. Αι σχετικαί αποφάσεις αναμένονται εντός των προσεχών ημερών, ως ανεκοινώθη χθες. [10,2045,311,2217]
article-body: Αθήναι, 3. — Κατά τας πληροφορίας του υπουργείου και των αρμοδίων υπηρεσιών, η συζήτησις επί του θέματος συνεχίζεται με ενδιαφέρον δια την εξεύρεσιν λύσεως. Αι σχετικαί αποφάσεις αναμένονται εντός των προσεχών ημερών, ως ανεκοινώθη χθες. Αθήναι, 3. — Κατά τας πληροφορίας του υπουργείου και των αρμοδίων υπηρεσιών, η συζήτησις επί του θέματος συνεχίζεται με ενδιαφέρον δια την εξεύρεσιν λύσεως. Αι σχετικαί αποφάσεις αναμένονται εντός των προσεχών ημερών, ως ανεκοινώθη χθες. Αθήναι, 3. — Κατά τας πληροφορίας του υπουργείου και των αρμοδίων υπηρεσιών, η συζήτησις επί του θέματος συνεχίζεται με ενδιαφέρον δια την εξεύρεσιν λύσεως. Αι σχετικαί αποφάσεις αναμένονται εντός των προσεχών ημερών, ως ανεκοινώθη χθες. Αθήναι, 3. — Κατά τας πληροφορίας του υπουργείου και των αρμοδίων υπηρεσιών, η συζήτησις επί του θέματος συνεχίζεται με ενδιαφέρον δια την εξεύρεσιν λύσεως. Αι σχετικαί αποφάσεις αναμένονται εντός των προσεχών ημερών, ως ανεκοινώθη χθες. Αθήναι, 3. — Κατά τας πληροφορίας του υπουργείου και των αρμοδίων υπηρεσιών, η συζήτησις επί του θέματος συνεχίζεται με ενδιαφέρον δια την εξεύρεσιν λύσεως. Αι σχετικαί αποφάσεις αναμένονται εντός των προσεχών ημερών, ως ανεκοινώθη χθες. [322,1759,534,1910]
table-row [322,766,534,774]
article-body: Αθήναι, 3. — Κατά τας πληροφορίας του υπουργείου και των αρμοδίων υπηρεσιών, η συζήτησις επί του θέματος συνεχίζεται με ενδιαφέρον δια την εξεύρεσιν λύσεως. Αι σχετικαί αποφάσεις αναμένονται εντός των προσεχών ημερών, ως ανεκοινώθη χθες. Αθήναι, 3. — Κατά τας πληροφορίας του υπουργείου και των αρμοδίων υπηρεσιών, η συζήτησις επί του θέματος συνεχίζεται με ενδιαφέρον δια την εξεύρεσιν λύσεως. Αι σχετικαί αποφάσεις αναμένονται εντός των προσεχών ημερών, ως ανεκοινώθη χθες. Αθήναι, 3. — Κατά τας πληροφορίας του υπουργείου και των αρμοδίων υπηρεσιών, η συζήτησις επί του θέματος συνεχίζεται με ενδιαφέρον δια την εξεύρεσιν λύσεως. Αι σχετικαί αποφάσεις αναμένονται εντός των προσεχών ημερών, ως ανεκοινώθη χθες. Αθήναι, 3. — Κατά τας πληροφορίας του υπουργείου και των αρμοδίων υπηρεσιών, η συζήτησις επί του θέματος συνεχίζεται με ενδιαφέρον δια την εξεύρεσιν λύσεως. Αι σχετικαί αποφάσεις αναμένονται εντός των προσεχών ημερών, ως ανεκοινώθη χθες. Αθήναι, 3. — Κατά τας πληροφορίας του υπουργείο υ και των αρμοδίων υπηρεσιών, η συζήτησις επί του θέματος συνεχίζεται με ενδιαφέρον δια την εξεύρεσιν λύσεως. Αι σχετικαί αποφάσεις αναμένονται εντός των προσεχών ημερών, ως ανεκοινώθη χθες. Αθήναι, 3. — Κατά τας πληροφορίας του υπουργείου και των αρμοδίων υπηρεσιών, η συζήτησις επί του θέματος συνεχίζεται με ενδιαφέρον δια την εξεύρεσιν λύσεως. Αι σχετικαί αποφάσεις αναμένονται εντός των προσεχών ημερών, ως ανεκοινώθη χθες. Αθήναι, 3. — Κατά τας πληροφορίας του υπουργείου και των αρμοδίων υπηρεσιών, η συζήτησις επί του θέματος συνεχίζεται με ενδιαφέρον δια την εξεύρεσιν λύσεως. Αι σχετικαί αποφάσεις αναμένονται εντός των προσεχών ημερών, ως ανεκοινώθη χθες. [10,1056,311,1207]
headline: ΟΥΔΕΜΙΑ ΑΠΟΣΠΑΣΙΣ ΕΚΠΑΙΔΕΥΤΙΚΩΝ [827,1740,1050,1753]
article-body: Αθήναι, 3. — Κατά τας πληροφορίας του υπουργείου και των αρμοδίων υπηρεσιών, η συζήτησις επί του θέματος συνεχίζεται με ενδιαφέρον δια την εξεύρεσιν λύσεως. Αι σχετικαί αποφάσεις αναμένονται εντός των προσεχών ημερών, ως ανεκοινώθη χθες. Αθήναι, 3. — Κατά τας πληροφορίας του υπουργείου και των αρμοδίων υπηρεσιών, η συζήτησις επί του θέματος συνεχίζεται με ενδιαφέρον δια την εξεύρεσιν λύσεως. Αι σχετικαί αποφάσεις αναμένονται εντός των προσεχών ημερών, ως ανεκοινώθη χθες. Αθήναι, 3. — Κατά τας πληροφορίας του υπουργείου και των αρμοδίων υπηρεσιών, η συζήτησις επί του θέματος συνεχίζεται με ενδιαφέρον δια την εξεύρεσιν λύσεως. Αι σχετικαί αποφάσεις αναμένονται εντός των προσεχών ημερών, ως ανεκοινώθη χθες. Αθήναι, 3. — Κατά τας πληροφορίας του υπουργείου και των αρμοδίων υπηρεσιών, η συζήτησις επί του θέματος συνεχίζεται με ενδιαφέρον δια την εξεύρεσιν λύσεως. Αι σχετικαί αποφάσεις αναμένονται εντός των προσεχών ημερών, ως ανεκοινώθη χθες. Αθήναι, 3. — Κατά τας πληροφορίας του υπουργείου και των αρμοδίων υπηρεσιών, η συζήτησις επί του θέματος συνεχίζεται με ενδιαφέρον δια την εξεύρεσιν λύσεως. Αι σχετικαί αποφάσεις αναμένονται εντός των προσεχών ημερών, ως ανεκοινώθη χθες. [821,761,1056,904]
article [10,791,311,1005]
divider [10,787,311,788]
price-cell: 256,00—258,00 [485,773,532,780]
divider [322,1596,534,1597]
divider [545,1805,810,1806]
article-body: Αθήναι, 3. — Κατά τας πληροφορίας του υπουργείου και των αρμοδίων υπηρεσιών, η συζήτησις επί του θέματος συνεχίζεται με ενδιαφέρον δια την εξεύρεσιν λύσεως. Αι σχετικαί αποφάσεις αναμένονται εντός των προσεχών ημερών, ως ανεκοινώθη χθες. Αθήναι, 3. — Κατά τας πληροφορίας του υπουργείου και των αρμοδίων υπηρεσιών, η συζήτησις επί του θέματος συνεχίζεται με ενδιαφέρον δια την εξεύρεσιν λύσεως. Αι σχετικαί αποφάσεις αναμένονται εντός των προσεχών ημερών, ως ανεκοινώθη χθες. Αθήναι, 3. — Κατά τας πληροφορίας του υπουργείου και των αρμοδίων υπηρεσιών, η συζήτησις επί του θέματος συνεχίζεται με ενδιαφέρον δια την εξεύρεσιν λύσεως. Αι σχετικαί αποφάσεις αναμένονται εντός των προσεχών ημερών, ως ανεκοινώθη χθες. Αθήναι, 3. — Κατά τας πληροφορίας του υπουργείου και των αρμοδίων υπηρεσιών, η συζήτησις επί του θέματος συνεχίζεται με ενδιαφέρον δια την εξεύρεσιν λύσεως. Αι σχετικαί αποφάσεις αναμένονται εντός των προσεχών ημερών, ως ανεκοινώθη χθες. Αθήναι, 3. — Κατά τας πληροφορίας του υπουργείου και των αρμοδίων υπηρεσιών, η συζήτησις επί του θέματος συνεχίζεται με ενδιαφέρον δια την εξεύρεσιν λύσεως. Αι σχετικαί αποφάσεις αναμένονται εντός των προσεχών ημερών, ως ανεκοινώθη χθες. [545,1147,810,1275]
headline: ΑΠΑΛΛΑΓΗ ΤΗΣ ΚΑΤΗΓΟΡΙΑΣ ΤΟΥ ΦΟΝΟΥ Ο ΝΕΑΡΟΣ ΠΑΓΩΤΟΠΩΛΗΣ ΤΗΣ ΜΥΤΙΛΗΝΗΣ ΚΑΙ ΚΑΤΕΔΙΚΑΣΘΗ ΜΟΝΟΝ ΔΙΑ ΑΣΕΛΓΕΙΑΝ [10,7,311,77]
article [1067,7,1337,415]
headline: ΕΚΚΡΕΜΟΥΝ 500 ΑΙΤΗΣΕΙΣ ΑΠΟΝΟΜΗΣ ΧΑΡΙΤΟΣ ΕΙΣ ΚΑΤΑΔΙΚΟΥΣ [824,913,1052,938]
subheading: ΑΠΟ ΤΗΝ ΚΟΜΟΤΗΝΗΝ [110,2439,210,2448]
table-row [322,737,534,745]
article [1067,1803,1337,2067]
headline: ΛΕΥΚΗ ΣΗΜΑΙΑ ΕΙΣ ΤΑΣ ΦΥΛΑΚΑΣ ΤΗΣ ΧΙΟΥ [330,266,525,290]
article [322,1600,534,1724]
headline: ΑΠΕΘΑΝΕΝ ΕΝΩ ΑΝΕΜΕΝΕ ΝΑ ΛΑΒΗ ΤΗΝ ΣΥΝΤΑΞΙΝ [322,1599,533,1623]
headline: ΜΕΤΑΒΟΛΑΙ ΔΗΜΟΤΙΚΩΝ ΚΑΙ ΚΟΙΝΟΤΙΚΩΝ ΥΠΑΛΛΗΛΩΝ [17,1722,304,1749]
article-body: Αθήναι, 3. — Κατά τας πληροφορίας του υπουργείου και των αρμοδίων υπηρεσιών, η συζήτησις επί του θέματος συνεχίζεται με ενδιαφέρον δια την εξεύρεσιν λύσεως. Αι σχετικαί αποφάσεις αναμένονται εντός των προσεχών ημερών, ως ανεκοινώθη χθες. Αθήναι, 3. — Κατά τας πληροφορίας του υπουργείου και των αρμοδίων υπηρεσιών, η συζήτησις επί του θέματος συνεχίζεται με ενδιαφέρον δια την εξεύρεσιν λύσεως. Αι σχετικαί αποφάσεις αναμένονται εντός των προσεχών ημερών, ως ανεκοινώθη χθες. Αθήναι, 3. — Κατά τας πληροφορίας του υπουργείου και των αρμοδίων υπηρεσιών, η συζήτησις επί του θέματος συνεχίζεται με ενδιαφέρον δια την εξεύρεσιν λύσεως. Αι σχετικαί αποφάσεις αναμένονται εντός των προσεχών ημερών, ως ανεκοινώθη χθες. Αθήναι, 3. — Κατά τας πληροφορίας του υπουργείου και των αρμοδίων υπηρεσιών, η συζήτησις επί του θέματος συνεχίζεται με ενδιαφέρον δια την εξεύρεσιν λύσεως. Αι σχετικαί αποφάσεις αναμένονται εντός των προσεχών ημερών, ως ανεκοινώθη χθες. Αθήναι, 3. — Κατά τας πληροφορίας του υπουργείο υ και των αρμοδίων υπηρεσιών, η συζήτησις επί του θέματος συνεχίζεται με ενδιαφέρον δια την εξεύρεσιν λύσεως. Αι σχετικαί αποφάσεις αναμένονται εντός των προσεχών ημερών, ως ανεκοινώθη χθες. Αθήναι, 3. — Κατά τας πληροφορίας του υπουργείου και των αρμοδίων υπηρεσιών, η συζήτησις επί του θέματος συνεχίζεται με ενδιαφέρον δια την εξεύρεσιν λύσεως. Αι σχετικαί αποφάσεις αναμένονται εντός των προσεχών ημερών, ως ανεκοινώθη χθες. Αθήναι, 3. — Κατά τας πληροφορίας του υπουργείου και των αρμοδίων υπηρεσιών, η συζήτησις επί του θέματος συνεχίζεται με ενδιαφέρον δια την εξεύρεσιν λύσεως. Αι σχετικαί αποφάσεις αναμένονται εντός των προσεχών ημερών, ως ανεκοινώθη χθες. [322,39,534,256]
